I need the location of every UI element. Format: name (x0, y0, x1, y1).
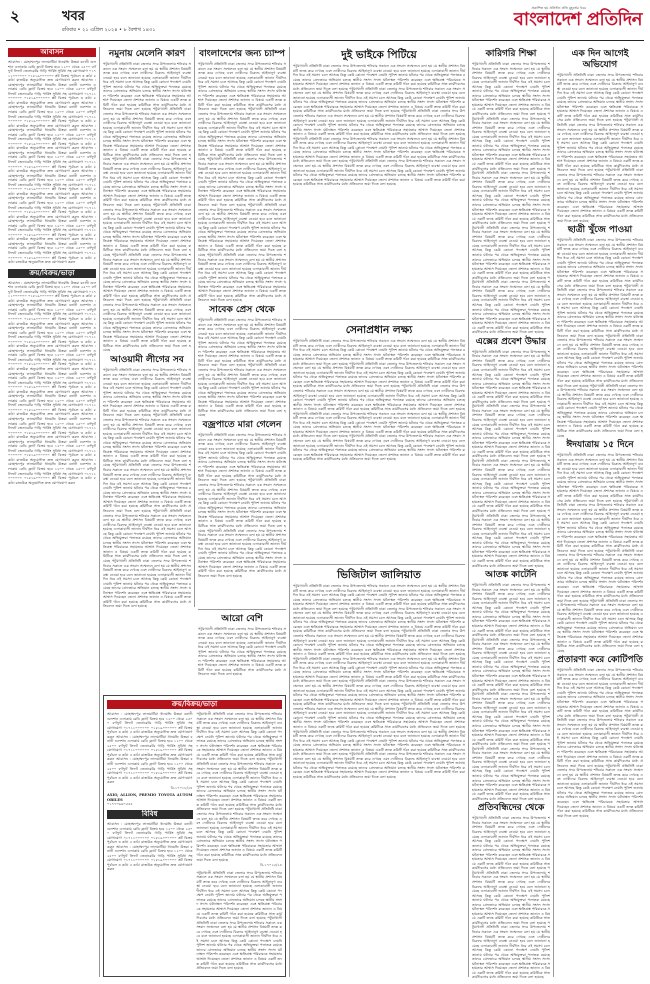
classified-ads-block-1: আবাসন : মোহাম্মদপুর লালমাটিয়া ধানমন্ডি উত্তরা বনানী গুলশান এলাকায় রেডি ফ্ল্যাট বিক্রয় হবে ১২০০ থেকে ২৫০০ বর্গফুট লিফট জেনারেটর গাড়ি পার্কিং সুবিধা সহ যোগাযোগ ০১৭১১০০০০০০ ০১৮১৯০০০০০০ প্লট বিক্রয় পূর্বাচল ৩ কাঠা ৫ কাঠা রাজউক অনুমোদিত দ্রুত যোগাযোগ করুন আবাসন : মোহাম্মদপুর লালমাটিয়া ধানমন্ডি উত্তরা বনানী গুলশান এলাকায় রেডি ফ্ল্যাট বিক্রয় হবে ১২০০ থেকে ২৫০০ বর্গফুট লিফট জেনারেটর গাড়ি পার্কিং সুবিধা সহ যোগাযোগ ০১৭১১০০০০০০ ০১৮১৯০০০০০০ প্লট বিক্রয় পূর্বাচল ৩ কাঠা ৫ কাঠা রাজউক অনুমোদিত দ্রুত যোগাযোগ করুন আবাসন : মোহাম্মদপুর লালমাটিয়া ধানমন্ডি উত্তরা বনানী গুলশান এলাকায় রেডি ফ্ল্যাট বিক্রয় হবে ১২০০ থেকে ২৫০০ বর্গফুট লিফট জেনারেটর গাড়ি পার্কিং সুবিধা সহ যোগাযোগ ০১৭১১০০০০০০ ০১৮১৯০০০০০০ প্লট বিক্রয় পূর্বাচল ৩ কাঠা ৫ কাঠা রাজউক অনুমোদিত দ্রুত যোগাযোগ করুন আবাসন : মোহাম্মদপুর লালমাটিয়া ধানমন্ডি উত্তরা বনানী গুলশান এলাকায় রেডি ফ্ল্যাট বিক্রয় হবে ১২০০ থেকে ২৫০০ বর্গফুট লিফট জেনারেটর গাড়ি পার্কিং সুবিধা সহ যোগাযোগ ০১৭১১০০০০০০ ০১৮১৯০০০০০০ প্লট বিক্রয় পূর্বাচল ৩ কাঠা ৫ কাঠা রাজউক অনুমোদিত দ্রুত যোগাযোগ করুন আবাসন : মোহাম্মদপুর লালমাটিয়া ধানমন্ডি উত্তরা বনানী গুলশান এলাকায় রেডি ফ্ল্যাট বিক্রয় হবে ১২০০ থেকে ২৫০০ বর্গফুট লিফট জেনারেটর গাড়ি পার্কিং সুবিধা সহ যোগাযোগ ০১৭১১০০০০০০ ০১৮১৯০০০০০০ প্লট বিক্রয় পূর্বাচল ৩ কাঠা ৫ কাঠা রাজউক অনুমোদিত দ্রুত যোগাযোগ করুন আবাসন : মোহাম্মদপুর লালমাটিয়া ধানমন্ডি উত্তরা বনানী গুলশান এলাকায় রেডি ফ্ল্যাট বিক্রয় হবে ১২০০ থেকে ২৫০০ বর্গফুট লিফট জেনারেটর গাড়ি পার্কিং সুবিধা সহ যোগাযোগ ০১৭১১০০০০০০ ০১৮১৯০০০০০০ প্লট বিক্রয় পূর্বাচল ৩ কাঠা ৫ কাঠা রাজউক অনুমোদিত দ্রুত যোগাযোগ করুন আবাসন : মোহাম্মদপুর লালমাটিয়া ধানমন্ডি উত্তরা বনানী গুলশান এলাকায় রেডি ফ্ল্যাট বিক্রয় হবে ১২০০ থেকে ২৫০০ বর্গফুট লিফট জেনারেটর গাড়ি পার্কিং সুবিধা সহ যোগাযোগ ০১৭১১০০০০০০ ০১৮১৯০০০০০০ প্লট বিক্রয় পূর্বাচল ৩ কাঠা ৫ কাঠা রাজউক অনুমোদিত দ্রুত যোগাযোগ করুন আবাসন : মোহাম্মদপুর লালমাটিয়া ধানমন্ডি উত্তরা বনানী গুলশান এলাকায় রেডি ফ্ল্যাট বিক্রয় হবে ১২০০ থেকে ২৫০০ বর্গফুট লিফট জেনারেটর গাড়ি পার্কিং সুবিধা সহ যোগাযোগ ০১৭১১০০০০০০ ০১৮১৯০০০০০০ প্লট বিক্রয় পূর্বাচল ৩ কাঠা ৫ কাঠা রাজউক অনুমোদিত দ্রুত যোগাযোগ করুন আবাসন : মোহাম্মদপুর লালমাটিয়া ধানমন্ডি উত্তরা বনানী গুলশান এলাকায় রেডি ফ্ল্যাট বিক্রয় হবে ১২০০ থেকে ২৫০০ বর্গফুট লিফট জেনারেটর গাড়ি পার্কিং সুবিধা সহ যোগাযোগ ০১৭১১০০০০০০ ০১৮১৯০০০০০০ প্লট বিক্রয় পূর্বাচল ৩ কাঠা ৫ কাঠা রাজউক অনুমোদিত দ্রুত যোগাযোগ করুন (8, 60, 96, 265)
headline-16: প্রতিবন্ধিদের থেকে (477, 803, 545, 814)
classifieds-title: আবাসন (8, 48, 96, 57)
article-body: পটুয়াখালী প্রতিনিধি ঢাকা জেলার সদর উপজেলায় শনিবার সকালে এক সংবাদ সম্মেলনে বলা হয় যে স্থানীয় প্রশাসন বিষয়টি তদন্ত করে দেখছে এবং দোষীদের বিরুদ্ধে আইনানুগ ব্যবস্থা নেওয়া হবে বলে জানানো হয়েছে এলাকাবাসী জানান দীর্ঘদিন ধরে এই সমস্যা চলে আসছে কিন্তু কেউ কোনো পদক্ষেপ নেয়নি পুলিশ জানায় ঘটনার পর থেকে অভিযুক্তরা পলাতক রয়েছে তাদের গ্রেফতারে অভিযান চলছে স্থানীয় সংসদ সদস্য ঘটনাস্থল পরিদর্শন করেছেন এবং ক্ষতিগ্রস্ত পরিবারকে সহায়তার আশ্বাস দিয়েছেন জেলা প্রশাসক জানান এ বিষয়ে একটি তদন্ত কমিটি গঠন করা হয়েছে কমিটিকে সাত কার্যদিবসের মধ্যে প্রতিবেদন জমা দিতে বলা হয়েছে পটুয়াখালী প্রতিনিধি ঢাকা জেলার সদর উপজেলায় শনিবার সকালে এক সংবাদ সম্মেলনে বলা হয় যে স্থানীয় প্রশাসন বিষয়টি তদন্ত করে দেখছে এবং দোষীদের বিরুদ্ধে আইনানুগ ব্যবস্থা নেওয়া হবে বলে জানানো হয়েছে এলাকাবাসী জানান দীর্ঘদিন ধরে এই সমস্যা চলে আসছে কিন্তু কেউ কোনো পদক্ষেপ নেয়নি পুলিশ জানায় ঘটনার পর থেকে অভিযুক্তরা পলাতক রয়েছে তাদের গ্রেফতারে অভিযান চলছে স্থানীয় সংসদ সদস্য ঘটনাস্থল পরিদর্শন করেছেন এবং ক্ষতিগ্রস্ত পরিবারকে সহায়তার আশ্বাস দিয়েছেন জেলা প্রশাসক জানান এ বিষয়ে একটি তদন্ত কমিটি গঠন করা হয়েছে কমিটিকে সাত কার্যদিবসের মধ্যে প্রতিবেদন জমা দিতে বলা হয়েছে পটুয়াখালী প্রতিনিধি ঢাকা জেলার সদর উপজেলায় শনিবার সকালে এক সংবাদ সম্মেলনে বলা হয় যে স্থানীয় প্রশাসন বিষয়টি তদন্ত করে দেখছে এবং দোষীদের বিরুদ্ধে আইনানুগ ব্যবস্থা নেওয়া হবে বলে জানানো হয়েছে এলাকাবাসী জানান দীর্ঘদিন ধরে এই সমস্যা চলে আসছে কিন্তু কেউ কোনো পদক্ষেপ নেয়নি পুলিশ জানায় ঘটনার পর থেকে অভিযুক্তরা পলাতক রয়েছে তাদের গ্রেফতারে অভিযান চলছে স্থানীয় সংসদ সদস্য ঘটনাস্থল পরিদর্শন করেছেন এবং ক্ষতিগ্রস্ত পরিবারকে সহায়তার আশ্বাস দিয়েছেন জেলা প্রশাসক জানান এ বিষয়ে একটি তদন্ত কমিটি গঠন করা হয়েছে কমিটিকে সাত কার্যদিবসের মধ্যে প্রতিবেদন জমা দিতে বলা হয়েছে (198, 433, 286, 578)
article-body: পটুয়াখালী প্রতিনিধি ঢাকা জেলার সদর উপজেলায় শনিবার সকালে এক সংবাদ সম্মেলনে বলা হয় যে স্থানীয় প্রশাসন বিষয়টি তদন্ত করে দেখছে এবং দোষীদের বিরুদ্ধে আইনানুগ ব্যবস্থা নেওয়া হবে বলে জানানো হয়েছে এলাকাবাসী জানান দীর্ঘদিন ধরে এই সমস্যা চলে আসছে কিন্তু কেউ কোনো পদক্ষেপ নেয়নি পুলিশ জানায় ঘটনার পর থেকে অভিযুক্তরা পলাতক রয়েছে তাদের গ্রেফতারে অভিযান চলছে স্থানীয় সংসদ সদস্য ঘটনাস্থল পরিদর্শন করেছেন এবং ক্ষতিগ্রস্ত পরিবারকে সহায়তার আশ্বাস দিয়েছেন জেলা প্রশাসক জানান এ বিষয়ে একটি তদন্ত কমিটি গঠন করা হয়েছে কমিটিকে সাত কার্যদিবসের মধ্যে প্রতিবেদন জমা দিতে বলা হয়েছে পটুয়াখালী প্রতিনিধি ঢাকা জেলার সদর উপজেলায় শনিবার সকালে এক সংবাদ সম্মেলনে বলা হয় যে স্থানীয় প্রশাসন বিষয়টি তদন্ত করে দেখছে এবং দোষীদের বিরুদ্ধে আইনানুগ ব্যবস্থা নেওয়া হবে বলে জানানো হয়েছে এলাকাবাসী জানান দীর্ঘদিন ধরে এই সমস্যা চলে আসছে কিন্তু কেউ কোনো পদক্ষেপ নেয়নি পুলিশ জানায় ঘটনার পর থেকে অভিযুক্তরা পলাতক রয়েছে তাদের গ্রেফতারে অভিযান চলছে স্থানীয় সংসদ সদস্য ঘটনাস্থল পরিদর্শন করেছেন এবং ক্ষতিগ্রস্ত পরিবারকে সহায়তার আশ্বাস দিয়েছেন জেলা প্রশাসক জানান এ বিষয়ে একটি তদন্ত কমিটি গঠন করা হয়েছে কমিটিকে সাত কার্যদিবসের মধ্যে প্রতিবেদন জমা দিতে বলা হয়েছে (198, 317, 286, 418)
headline-10: সেনাপ্রধান লক্ষ্য (345, 324, 413, 336)
article-body: পটুয়াখালী প্রতিনিধি ঢাকা জেলার সদর উপজেলায় শনিবার সকালে এক সংবাদ সম্মেলনে বলা হয় যে স্থানীয় প্রশাসন বিষয়টি তদন্ত করে দেখছে এবং দোষীদের বিরুদ্ধে আইনানুগ ব্যবস্থা নেওয়া হবে বলে জানানো হয়েছে এলাকাবাসী জানান দীর্ঘদিন ধরে এই সমস্যা চলে আসছে কিন্তু কেউ কোনো পদক্ষেপ নেয়নি পুলিশ জানায় ঘটনার পর থেকে অভিযুক্তরা পলাতক রয়েছে তাদের গ্রেফতারে অভিযান চলছে স্থানীয় সংসদ সদস্য ঘটনাস্থল পরিদর্শন করেছেন এবং ক্ষতিগ্রস্ত পরিবারকে সহায়তার আশ্বাস দিয়েছেন জেলা প্রশাসক জানান এ বিষয়ে একটি তদন্ত কমিটি গঠন করা হয়েছে কমিটিকে সাত কার্যদিবসের মধ্যে প্রতিবেদন জমা দিতে বলা হয়েছে পটুয়াখালী প্রতিনিধি ঢাকা জেলার সদর উপজেলায় শনিবার সকালে এক সংবাদ সম্মেলনে বলা হয় যে স্থানীয় প্রশাসন বিষয়টি তদন্ত করে দেখছে এবং দোষীদের বিরুদ্ধে আইনানুগ ব্যবস্থা নেওয়া হবে বলে জানানো হয়েছে এলাকাবাসী জানান দীর্ঘদিন ধরে এই সমস্যা চলে আসছে কিন্তু কেউ কোনো পদক্ষেপ নেয়নি পুলিশ জানায় ঘটনার পর থেকে অভিযুক্তরা পলাতক রয়েছে তাদের গ্রেফতারে অভিযান চলছে স্থানীয় সংসদ সদস্য ঘটনাস্থল পরিদর্শন করেছেন এবং ক্ষতিগ্রস্ত পরিবারকে সহায়তার আশ্বাস দিয়েছেন জেলা প্রশাসক জানান এ বিষয়ে একটি তদন্ত কমিটি গঠন করা হয়েছে কমিটিকে সাত কার্যদিবসের মধ্যে প্রতিবেদন জমা দিতে বলা হয়েছে পটুয়াখালী প্রতিনিধি ঢাকা জেলার সদর উপজেলায় শনিবার সকালে এক সংবাদ সম্মেলনে বলা হয় যে স্থানীয় প্রশাসন বিষয়টি তদন্ত করে দেখছে এবং দোষীদের বিরুদ্ধে আইনানুগ ব্যবস্থা নেওয়া হবে বলে জানানো হয়েছে এলাকাবাসী জানান দীর্ঘদিন ধরে এই সমস্যা চলে আসছে কিন্তু কেউ কোনো পদক্ষেপ নেয়নি পুলিশ জানায় ঘটনার পর থেকে অভিযুক্তরা পলাতক রয়েছে তাদের গ্রেফতারে অভিযান চলছে স্থানীয় সংসদ সদস্য ঘটনাস্থল পরিদর্শন করেছেন এবং ক্ষতিগ্রস্ত পরিবারকে সহায়তার আশ্বাস দিয়েছেন জেলা প্রশাসক জানান এ বিষয়ে একটি তদন্ত কমিটি গঠন করা হয়েছে কমিটিকে সাত কার্যদিবসের মধ্যে প্রতিবেদন জমা দিতে বলা হয়েছে পটুয়াখালী প্রতিনিধি ঢাকা জেলার সদর উপজেলায় শনিবার সকালে এক সংবাদ সম্মেলনে বলা হয় যে স্থানীয় প্রশাসন বিষয়টি তদন্ত করে দেখছে এবং দোষীদের বিরুদ্ধে আইনানুগ ব্যবস্থা নেওয়া হবে বলে জানানো হয়েছে এলাকাবাসী জানান দীর্ঘদিন ধরে এই সমস্যা চলে আসছে কিন্তু কেউ কোনো পদক্ষেপ নেয়নি পুলিশ জানায় ঘটনার পর থেকে অভিযুক্তরা পলাতক রয়েছে তাদের গ্রেফতারে অভিযান চলছে স্থানীয় সংসদ সদস্য ঘটনাস্থল পরিদর্শন করেছেন এবং ক্ষতিগ্রস্ত পরিবারকে সহায়তার আশ্বাস দিয়েছেন জেলা প্রশাসক জানান এ বিষয়ে একটি তদন্ত কমিটি গঠন করা হয়েছে কমিটিকে সাত কার্যদিবসের মধ্যে প্রতিবেদন জমা দিতে বলা হয়েছে (472, 583, 550, 801)
headline-17: প্রতারণা করে কোটিপতি (557, 655, 643, 666)
phone-number: ০১৭৭০৬৬০৫৫৫ (107, 802, 133, 807)
article-body: পটুয়াখালী প্রতিনিধি ঢাকা জেলার সদর উপজেলায় শনিবার সকালে এক সংবাদ সম্মেলনে বলা হয় যে স্থানীয় প্রশাসন বিষয়টি তদন্ত করে দেখছে এবং দোষীদের বিরুদ্ধে আইনানুগ ব্যবস্থা নেওয়া হবে বলে জানানো হয়েছে এলাকাবাসী জানান দীর্ঘদিন ধরে এই সমস্যা চলে আসছে কিন্তু কেউ কোনো পদক্ষেপ নেয়নি পুলিশ জানায় ঘটনার পর থেকে অভিযুক্তরা পলাতক রয়েছে তাদের গ্রেফতারে অভিযান চলছে স্থানীয় সংসদ সদস্য ঘটনাস্থল পরিদর্শন করেছেন এবং ক্ষতিগ্রস্ত পরিবারকে সহায়তার আশ্বাস দিয়েছেন জেলা প্রশাসক জানান এ বিষয়ে একটি তদন্ত কমিটি গঠন করা হয়েছে কমিটিকে সাত কার্যদিবসের মধ্যে প্রতিবেদন জমা দিতে বলা হয়েছে পটুয়াখালী প্রতিনিধি ঢাকা জেলার সদর উপজেলায় শনিবার সকালে এক সংবাদ সম্মেলনে বলা হয় যে স্থানীয় প্রশাসন বিষয়টি তদন্ত করে দেখছে এবং দোষীদের বিরুদ্ধে আইনানুগ ব্যবস্থা নেওয়া হবে বলে জানানো হয়েছে এলাকাবাসী জানান দীর্ঘদিন ধরে এই সমস্যা চলে আসছে কিন্তু কেউ কোনো পদক্ষেপ নেয়নি পুলিশ জানায় ঘটনার পর থেকে অভিযুক্তরা পলাতক রয়েছে তাদের গ্রেফতারে অভিযান চলছে স্থানীয় সংসদ সদস্য ঘটনাস্থল পরিদর্শন করেছেন এবং ক্ষতিগ্রস্ত পরিবারকে সহায়তার আশ্বাস দিয়েছেন জেলা প্রশাসক জানান এ বিষয়ে একটি তদন্ত কমিটি গঠন করা হয়েছে কমিটিকে সাত কার্যদিবসের মধ্যে প্রতিবেদন জমা দিতে বলা হয়েছে পটুয়াখালী প্রতিনিধি ঢাকা জেলার সদর উপজেলায় শনিবার সকালে এক সংবাদ সম্মেলনে বলা হয় যে স্থানীয় প্রশাসন বিষয়টি তদন্ত করে দেখছে এবং দোষীদের বিরুদ্ধে আইনানুগ ব্যবস্থা নেওয়া হবে বলে জানানো হয়েছে এলাকাবাসী জানান দীর্ঘদিন ধরে এই সমস্যা চলে আসছে কিন্তু কেউ কোনো পদক্ষেপ নেয়নি পুলিশ জানায় ঘটনার পর থেকে অভিযুক্তরা পলাতক রয়েছে তাদের গ্রেফতারে অভিযান চলছে স্থানীয় সংসদ সদস্য ঘটনাস্থল পরিদর্শন করেছেন এবং ক্ষতিগ্রস্ত পরিবারকে সহায়তার আশ্বাস দিয়েছেন জেলা প্রশাসক জানান এ বিষয়ে একটি তদন্ত কমিটি গঠন করা হয়েছে কমিটিকে সাত কার্যদিবসের মধ্যে প্রতিবেদন জমা দিতে বলা হয়েছে পটুয়াখালী প্রতিনিধি ঢাকা জেলার সদর উপজেলায় শনিবার সকালে এক সংবাদ সম্মেলনে বলা হয় যে স্থানীয় প্রশাসন বিষয়টি তদন্ত করে দেখছে এবং দোষীদের বিরুদ্ধে আইনানুগ ব্যবস্থা নেওয়া হবে বলে জানানো হয়েছে এলাকাবাসী জানান দীর্ঘদিন ধরে এই সমস্যা চলে আসছে কিন্তু কেউ কোনো পদক্ষেপ নেয়নি পুলিশ জানায় ঘটনার পর থেকে অভিযুক্তরা পলাতক রয়েছে তাদের গ্রেফতারে অভিযান চলছে স্থানীয় সংসদ সদস্য ঘটনাস্থল পরিদর্শন করেছেন এবং ক্ষতিগ্রস্ত পরিবারকে সহায়তার আশ্বাস দিয়েছেন জেলা প্রশাসক জানান এ বিষয়ে একটি তদন্ত কমিটি গঠন করা হয়েছে কমিটিকে সাত কার্যদিবসের মধ্যে প্রতিবেদন জমা দিতে বলা হয়েছে (557, 238, 643, 438)
article-body: পটুয়াখালী প্রতিনিধি ঢাকা জেলার সদর উপজেলায় শনিবার সকালে এক সংবাদ সম্মেলনে বলা হয় যে স্থানীয় প্রশাসন বিষয়টি তদন্ত করে দেখছে এবং দোষীদের বিরুদ্ধে আইনানুগ ব্যবস্থা নেওয়া হবে বলে জানানো হয়েছে এলাকাবাসী জানান দীর্ঘদিন ধরে এই সমস্যা চলে আসছে কিন্তু কেউ কোনো পদক্ষেপ নেয়নি পুলিশ জানায় ঘটনার পর থেকে অভিযুক্তরা পলাতক রয়েছে তাদের গ্রেফতারে অভিযান চলছে স্থানীয় সংসদ সদস্য ঘটনাস্থল পরিদর্শন করেছেন এবং ক্ষতিগ্রস্ত পরিবারকে সহায়তার আশ্বাস দিয়েছেন জেলা প্রশাসক জানান এ বিষয়ে একটি তদন্ত কমিটি গঠন করা হয়েছে কমিটিকে সাত কার্যদিবসের মধ্যে প্রতিবেদন জমা দিতে বলা হয়েছে পটুয়াখালী প্রতিনিধি ঢাকা জেলার সদর উপজেলায় শনিবার সকালে এক সংবাদ সম্মেলনে বলা হয় যে স্থানীয় প্রশাসন বিষয়টি তদন্ত করে দেখছে এবং দোষীদের বিরুদ্ধে আইনানুগ ব্যবস্থা নেওয়া হবে বলে জানানো হয়েছে এলাকাবাসী জানান দীর্ঘদিন ধরে এই সমস্যা চলে আসছে কিন্তু কেউ কোনো পদক্ষেপ নেয়নি পুলিশ জানায় ঘটনার পর থেকে অভিযুক্তরা পলাতক রয়েছে তাদের গ্রেফতারে অভিযান চলছে স্থানীয় সংসদ সদস্য ঘটনাস্থল পরিদর্শন করেছেন এবং ক্ষতিগ্রস্ত পরিবারকে সহায়তার আশ্বাস দিয়েছেন জেলা প্রশাসক জানান এ বিষয়ে একটি তদন্ত কমিটি গঠন করা হয়েছে কমিটিকে সাত কার্যদিবসের মধ্যে প্রতিবেদন জমা দিতে বলা হয়েছে পটুয়াখালী প্রতিনিধি ঢাকা জেলার সদর উপজেলায় শনিবার সকালে এক সংবাদ সম্মেলনে বলা হয় যে স্থানীয় প্রশাসন বিষয়টি তদন্ত করে দেখছে এবং দোষীদের বিরুদ্ধে আইনানুগ ব্যবস্থা নেওয়া হবে বলে জানানো হয়েছে এলাকাবাসী জানান দীর্ঘদিন ধরে এই সমস্যা চলে আসছে কিন্তু কেউ কোনো পদক্ষেপ নেয়নি পুলিশ জানায় ঘটনার পর থেকে অভিযুক্তরা পলাতক রয়েছে তাদের গ্রেফতারে অভিযান চলছে স্থানীয় সংসদ সদস্য ঘটনাস্থল পরিদর্শন করেছেন এবং ক্ষতিগ্রস্ত পরিবারকে সহায়তার আশ্বাস দিয়েছেন জেলা প্রশাসক জানান এ বিষয়ে একটি তদন্ত কমিটি গঠন করা হয়েছে কমিটিকে সাত কার্যদিবসের মধ্যে প্রতিবেদন জমা দিতে বলা হয়েছে পটুয়াখালী প্রতিনিধি ঢাকা জেলার সদর উপজেলায় শনিবার সকালে এক সংবাদ সম্মেলনে বলা হয় যে স্থানীয় প্রশাসন বিষয়টি তদন্ত করে দেখছে এবং দোষীদের বিরুদ্ধে আইনানুগ ব্যবস্থা নেওয়া হবে বলে জানানো হয়েছে এলাকাবাসী জানান দীর্ঘদিন ধরে এই সমস্যা চলে আসছে কিন্তু কেউ কোনো পদক্ষেপ নেয়নি পুলিশ জানায় ঘটনার পর থেকে অভিযুক্তরা পলাতক রয়েছে তাদের গ্রেফতারে অভিযান চলছে স্থানীয় সংসদ সদস্য ঘটনাস্থল পরিদর্শন করেছেন এবং ক্ষতিগ্রস্ত পরিবারকে সহায়তার আশ্বাস দিয়েছেন জেলা প্রশাসক জানান এ বিষয়ে একটি তদন্ত কমিটি গঠন করা হয়েছে কমিটিকে সাত কার্যদিবসের মধ্যে প্রতিবেদন জমা দিতে বলা হয়েছে পটুয়াখালী প্রতিনিধি ঢাকা জেলার সদর উপজেলায় শনিবার সকালে এক সংবাদ সম্মেলনে বলা হয় যে স্থানীয় প্রশাসন বিষয়টি তদন্ত করে দেখছে এবং দোষীদের বিরুদ্ধে আইনানুগ ব্যবস্থা নেওয়া হবে বলে জানানো হয়েছে এলাকাবাসী জানান দীর্ঘদিন ধরে এই সমস্যা চলে আসছে কিন্তু কেউ কোনো পদক্ষেপ নেয়নি পুলিশ জানায় ঘটনার পর থেকে অভিযুক্তরা পলাতক রয়েছে তাদের গ্রেফতারে অভিযান চলছে স্থানীয় সংসদ সদস্য ঘটনাস্থল পরিদর্শন করেছেন এবং ক্ষতিগ্রস্ত পরিবারকে সহায়তার আশ্বাস দিয়েছেন জেলা প্রশাসক জানান এ বিষয়ে একটি তদন্ত কমিটি গঠন করা হয়েছে কমিটিকে সাত কার্যদিবসের মধ্যে প্রতিবেদন জমা দিতে বলা হয়েছে (472, 62, 550, 335)
misc-title: বিবিধ (107, 810, 193, 819)
headline-7: সাবেক প্রেস থেকে (209, 304, 275, 315)
classified-ad-box (103, 695, 286, 977)
headline-5: এক দিন আগেই অভিযোগ (571, 49, 629, 70)
classified-ads-block-2: আবাসন : মোহাম্মদপুর লালমাটিয়া ধানমন্ডি উত্তরা বনানী গুলশান এলাকায় রেডি ফ্ল্যাট বিক্রয় হবে ১২০০ থেকে ২৫০০ বর্গফুট লিফট জেনারেটর গাড়ি পার্কিং সুবিধা সহ যোগাযোগ ০১৭১১০০০০০০ ০১৮১৯০০০০০০ প্লট বিক্রয় পূর্বাচল ৩ কাঠা ৫ কাঠা রাজউক অনুমোদিত দ্রুত যোগাযোগ করুন আবাসন : মোহাম্মদপুর লালমাটিয়া ধানমন্ডি উত্তরা বনানী গুলশান এলাকায় রেডি ফ্ল্যাট বিক্রয় হবে ১২০০ থেকে ২৫০০ বর্গফুট লিফট জেনারেটর গাড়ি পার্কিং সুবিধা সহ যোগাযোগ ০১৭১১০০০০০০ ০১৮১৯০০০০০০ প্লট বিক্রয় পূর্বাচল ৩ কাঠা ৫ কাঠা রাজউক অনুমোদিত দ্রুত যোগাযোগ করুন আবাসন : মোহাম্মদপুর লালমাটিয়া ধানমন্ডি উত্তরা বনানী গুলশান এলাকায় রেডি ফ্ল্যাট বিক্রয় হবে ১২০০ থেকে ২৫০০ বর্গফুট লিফট জেনারেটর গাড়ি পার্কিং সুবিধা সহ যোগাযোগ ০১৭১১০০০০০০ ০১৮১৯০০০০০০ প্লট বিক্রয় পূর্বাচল ৩ কাঠা ৫ কাঠা রাজউক অনুমোদিত দ্রুত যোগাযোগ করুন আবাসন : মোহাম্মদপুর লালমাটিয়া ধানমন্ডি উত্তরা বনানী গুলশান এলাকায় রেডি ফ্ল্যাট বিক্রয় হবে ১২০০ থেকে ২৫০০ বর্গফুট লিফট জেনারেটর গাড়ি পার্কিং সুবিধা সহ যোগাযোগ ০১৭১১০০০০০০ ০১৮১৯০০০০০০ প্লট বিক্রয় পূর্বাচল ৩ কাঠা ৫ কাঠা রাজউক অনুমোদিত দ্রুত যোগাযোগ করুন আবাসন : মোহাম্মদপুর লালমাটিয়া ধানমন্ডি উত্তরা বনানী গুলশান এলাকায় রেডি ফ্ল্যাট বিক্রয় হবে ১২০০ থেকে ২৫০০ বর্গফুট লিফট জেনারেটর গাড়ি পার্কিং সুবিধা সহ যোগাযোগ ০১৭১১০০০০০০ ০১৮১৯০০০০০০ প্লট বিক্রয় পূর্বাচল ৩ কাঠা ৫ কাঠা রাজউক অনুমোদিত দ্রুত যোগাযোগ করুন আবাসন : মোহাম্মদপুর লালমাটিয়া ধানমন্ডি উত্তরা বনানী গুলশান এলাকায় রেডি ফ্ল্যাট বিক্রয় হবে ১২০০ থেকে ২৫০০ বর্গফুট লিফট জেনারেটর গাড়ি পার্কিং সুবিধা সহ যোগাযোগ ০১৭১১০০০০০০ ০১৮১৯০০০০০০ প্লট বিক্রয় পূর্বাচল ৩ কাঠা ৫ কাঠা রাজউক অনুমোদিত দ্রুত যোগাযোগ করুন আবাসন : মোহাম্মদপুর লালমাটিয়া ধানমন্ডি উত্তরা বনানী গুলশান এলাকায় রেডি ফ্ল্যাট বিক্রয় হবে ১২০০ থেকে ২৫০০ বর্গফুট লিফট জেনারেটর গাড়ি পার্কিং সুবিধা সহ যোগাযোগ ০১৭১১০০০০০০ ০১৮১৯০০০০০০ প্লট বিক্রয় পূর্বাচল ৩ কাঠা ৫ কাঠা রাজউক অনুমোদিত দ্রুত যোগাযোগ করুন আবাসন : মোহাম্মদপুর লালমাটিয়া ধানমন্ডি উত্তরা বনানী গুলশান এলাকায় রেডি ফ্ল্যাট বিক্রয় হবে ১২০০ থেকে ২৫০০ বর্গফুট লিফট জেনারেটর গাড়ি পার্কিং সুবিধা সহ যোগাযোগ ০১৭১১০০০০০০ ০১৮১৯০০০০০০ প্লট বিক্রয় পূর্বাচল ৩ কাঠা ৫ কাঠা রাজউক অনুমোদিত দ্রুত যোগাযোগ করুন আবাসন : মোহাম্মদপুর লালমাটিয়া ধানমন্ডি উত্তরা বনানী গুলশান এলাকায় রেডি ফ্ল্যাট বিক্রয় হবে ১২০০ থেকে ২৫০০ বর্গফুট লিফট জেনারেটর গাড়ি পার্কিং সুবিধা সহ যোগাযোগ ০১৭১১০০০০০০ ০১৮১৯০০০০০০ প্লট বিক্রয় পূর্বাচল ৩ কাঠা ৫ কাঠা রাজউক অনুমোদিত দ্রুত যোগাযোগ করুন (8, 280, 96, 485)
headline-9: আওয়ামী লীগের সব (110, 355, 184, 365)
article-body: পটুয়াখালী প্রতিনিধি ঢাকা জেলার সদর উপজেলায় শনিবার সকালে এক সংবাদ সম্মেলনে বলা হয় যে স্থানীয় প্রশাসন বিষয়টি তদন্ত করে দেখছে এবং দোষীদের বিরুদ্ধে আইনানুগ ব্যবস্থা নেওয়া হবে বলে জানানো হয়েছে এলাকাবাসী জানান দীর্ঘদিন ধরে এই সমস্যা চলে আসছে কিন্তু কেউ কোনো পদক্ষেপ নেয়নি পুলিশ জানায় ঘটনার পর থেকে অভিযুক্তরা পলাতক রয়েছে তাদের গ্রেফতারে অভিযান চলছে স্থানীয় সংসদ সদস্য ঘটনাস্থল পরিদর্শন করেছেন এবং ক্ষতিগ্রস্ত পরিবারকে সহায়তার আশ্বাস দিয়েছেন জেলা প্রশাসক জানান এ বিষয়ে একটি তদন্ত কমিটি গঠন করা হয়েছে কমিটিকে সাত কার্যদিবসের মধ্যে প্রতিবেদন জমা দিতে বলা হয়েছে পটুয়াখালী প্রতিনিধি ঢাকা জেলার সদর উপজেলায় শনিবার সকালে এক সংবাদ সম্মেলনে বলা হয় যে স্থানীয় প্রশাসন বিষয়টি তদন্ত করে দেখছে এবং দোষীদের বিরুদ্ধে আইনানুগ ব্যবস্থা নেওয়া হবে বলে জানানো হয়েছে এলাকাবাসী জানান দীর্ঘদিন ধরে এই সমস্যা চলে আসছে কিন্তু কেউ কোনো পদক্ষেপ নেয়নি পুলিশ জানায় ঘটনার পর থেকে অভিযুক্তরা পলাতক রয়েছে তাদের গ্রেফতারে অভিযান চলছে স্থানীয় সংসদ সদস্য ঘটনাস্থল পরিদর্শন করেছেন এবং ক্ষতিগ্রস্ত পরিবারকে সহায়তার আশ্বাস দিয়েছেন জেলা প্রশাসক জানান এ বিষয়ে একটি তদন্ত কমিটি গঠন করা হয়েছে কমিটিকে সাত কার্যদিবসের মধ্যে প্রতিবেদন জমা দিতে বলা হয়েছে পটুয়াখালী প্রতিনিধি ঢাকা জেলার সদর উপজেলায় শনিবার সকালে এক সংবাদ সম্মেলনে বলা হয় যে স্থানীয় প্রশাসন বিষয়টি তদন্ত করে দেখছে এবং দোষীদের বিরুদ্ধে আইনানুগ ব্যবস্থা নেওয়া হবে বলে জানানো হয়েছে এলাকাবাসী জানান দীর্ঘদিন ধরে এই সমস্যা চলে আসছে কিন্তু কেউ কোনো পদক্ষেপ নেয়নি পুলিশ জানায় ঘটনার পর থেকে অভিযুক্তরা পলাতক রয়েছে তাদের গ্রেফতারে অভিযান চলছে স্থানীয় সংসদ সদস্য ঘটনাস্থল পরিদর্শন করেছেন এবং ক্ষতিগ্রস্ত পরিবারকে সহায়তার আশ্বাস দিয়েছেন জেলা প্রশাসক জানান এ বিষয়ে একটি তদন্ত কমিটি গঠন করা হয়েছে কমিটিকে সাত কার্যদিবসের মধ্যে প্রতিবেদন জমা দিতে বলা হয়েছে পটুয়াখালী প্রতিনিধি ঢাকা জেলার সদর উপজেলায় শনিবার সকালে এক সংবাদ সম্মেলনে বলা হয় যে স্থানীয় প্রশাসন বিষয়টি তদন্ত করে দেখছে এবং দোষীদের বিরুদ্ধে আইনানুগ ব্যবস্থা নেওয়া হবে বলে জানানো হয়েছে এলাকাবাসী জানান দীর্ঘদিন ধরে এই সমস্যা চলে আসছে কিন্তু কেউ কোনো পদক্ষেপ নেয়নি পুলিশ জানায় ঘটনার পর থেকে অভিযুক্তরা পলাতক রয়েছে তাদের গ্রেফতারে অভিযান চলছে স্থানীয় সংসদ সদস্য ঘটনাস্থল পরিদর্শন করেছেন এবং ক্ষতিগ্রস্ত পরিবারকে সহায়তার আশ্বাস দিয়েছেন জেলা প্রশাসক জানান এ বিষয়ে একটি তদন্ত কমিটি গঠন করা হয়েছে কমিটিকে সাত কার্যদিবসের মধ্যে প্রতিবেদন জমা দিতে বলা হয়েছে পটুয়াখালী প্রতিনিধি ঢাকা জেলার সদর উপজেলায় শনিবার সকালে এক সংবাদ সম্মেলনে বলা হয় যে স্থানীয় প্রশাসন বিষয়টি তদন্ত করে দেখছে এবং দোষীদের বিরুদ্ধে আইনানুগ ব্যবস্থা নেওয়া হবে বলে জানানো হয়েছে এলাকাবাসী জানান দীর্ঘদিন ধরে এই সমস্যা চলে আসছে কিন্তু কেউ কোনো পদক্ষেপ নেয়নি পুলিশ জানায় ঘটনার পর থেকে অভিযুক্তরা পলাতক রয়েছে তাদের গ্রেফতারে অভিযান চলছে স্থানীয় সংসদ সদস্য ঘটনাস্থল পরিদর্শন করেছেন এবং ক্ষতিগ্রস্ত পরিবারকে সহায়তার আশ্বাস দিয়েছেন জেলা প্রশাসক জানান এ বিষয়ে একটি তদন্ত কমিটি গঠন করা হয়েছে কমিটিকে সাত কার্যদিবসের মধ্যে প্রতিবেদন জমা দিতে বলা হয়েছে (198, 62, 286, 303)
headline-12: আরো বেশি (221, 614, 263, 624)
headline-15: ঈদযাত্রায় ১৫ দিনে (566, 440, 634, 451)
headline-14: আতঙ্ক কাটেনি (485, 570, 537, 581)
section-divider (293, 564, 465, 565)
column-divider (289, 47, 290, 977)
classifieds-subtitle: ক্রয়/বিক্রয়/ভাড়া (8, 269, 96, 278)
tagline: প্রকাশিত হয় প্রতিদিন প্রতি মুহূর্তের খবর (531, 6, 586, 10)
page-number: ২ (10, 7, 20, 25)
story-block (293, 567, 465, 977)
classified-box-title: ক্রয়/বিক্রয়/ভাড়া (107, 700, 282, 709)
headline-1: নমুনায় মেলেনি কারণ (108, 49, 186, 59)
article-body: পটুয়াখালী প্রতিনিধি ঢাকা জেলার সদর উপজেলায় শনিবার সকালে এক সংবাদ সম্মেলনে বলা হয় যে স্থানীয় প্রশাসন বিষয়টি তদন্ত করে দেখছে এবং দোষীদের বিরুদ্ধে আইনানুগ ব্যবস্থা নেওয়া হবে বলে জানানো হয়েছে এলাকাবাসী জানান দীর্ঘদিন ধরে এই সমস্যা চলে আসছে কিন্তু কেউ কোনো পদক্ষেপ নেয়নি পুলিশ জানায় ঘটনার পর থেকে অভিযুক্তরা পলাতক রয়েছে তাদের গ্রেফতারে অভিযান চলছে স্থানীয় সংসদ সদস্য ঘটনাস্থল পরিদর্শন করেছেন এবং ক্ষতিগ্রস্ত পরিবারকে সহায়তার আশ্বাস দিয়েছেন জেলা প্রশাসক জানান এ বিষয়ে একটি তদন্ত কমিটি গঠন করা হয়েছে কমিটিকে সাত কার্যদিবসের মধ্যে প্রতিবেদন জমা দিতে বলা হয়েছে পটুয়াখালী প্রতিনিধি ঢাকা জেলার সদর উপজেলায় শনিবার সকালে এক সংবাদ সম্মেলনে বলা হয় যে স্থানীয় প্রশাসন বিষয়টি তদন্ত করে দেখছে এবং দোষীদের বিরুদ্ধে আইনানুগ ব্যবস্থা নেওয়া হবে বলে জানানো হয়েছে এলাকাবাসী জানান দীর্ঘদিন ধরে এই সমস্যা চলে আসছে কিন্তু কেউ কোনো পদক্ষেপ নেয়নি পুলিশ জানায় ঘটনার পর থেকে অভিযুক্তরা পলাতক রয়েছে তাদের গ্রেফতারে অভিযান চলছে স্থানীয় সংসদ সদস্য ঘটনাস্থল পরিদর্শন করেছেন এবং ক্ষতিগ্রস্ত পরিবারকে সহায়তার আশ্বাস দিয়েছেন জেলা প্রশাসক জানান এ বিষয়ে একটি তদন্ত কমিটি গঠন করা হয়েছে কমিটিকে সাত কার্যদিবসের মধ্যে প্রতিবেদন জমা দিতে বলা হয়েছে পটুয়াখালী প্রতিনিধি ঢাকা জেলার সদর উপজেলায় শনিবার সকালে এক সংবাদ সম্মেলনে বলা হয় যে স্থানীয় প্রশাসন বিষয়টি তদন্ত করে দেখছে এবং দোষীদের বিরুদ্ধে আইনানুগ ব্যবস্থা নেওয়া হবে বলে জানানো হয়েছে এলাকাবাসী জানান দীর্ঘদিন ধরে এই সমস্যা চলে আসছে কিন্তু কেউ কোনো পদক্ষেপ নেয়নি পুলিশ জানায় ঘটনার পর থেকে অভিযুক্তরা পলাতক রয়েছে তাদের গ্রেফতারে অভিযান চলছে স্থানীয় সংসদ সদস্য ঘটনাস্থল পরিদর্শন করেছেন এবং ক্ষতিগ্রস্ত পরিবারকে সহায়তার আশ্বাস দিয়েছেন জেলা প্রশাসক জানান এ বিষয়ে একটি তদন্ত কমিটি গঠন করা হয়েছে কমিটিকে সাত কার্যদিবসের মধ্যে প্রতিবেদন জমা দিতে বলা হয়েছে পটুয়াখালী প্রতিনিধি ঢাকা জেলার সদর উপজেলায় শনিবার সকালে এক সংবাদ সম্মেলনে বলা হয় যে স্থানীয় প্রশাসন বিষয়টি তদন্ত করে দেখছে এবং দোষীদের বিরুদ্ধে আইনানুগ ব্যবস্থা নেওয়া হবে বলে জানানো হয়েছে এলাকাবাসী জানান দীর্ঘদিন ধরে এই সমস্যা চলে আসছে কিন্তু কেউ কোনো পদক্ষেপ নেয়নি পুলিশ জানায় ঘটনার পর থেকে অভিযুক্তরা পলাতক রয়েছে তাদের গ্রেফতারে অভিযান চলছে স্থানীয় সংসদ সদস্য ঘটনাস্থল পরিদর্শন করেছেন এবং ক্ষতিগ্রস্ত পরিবারকে সহায়তার আশ্বাস দিয়েছেন জেলা প্রশাসক জানান এ বিষয়ে একটি তদন্ত কমিটি গঠন করা হয়েছে কমিটিকে সাত কার্যদিবসের মধ্যে প্রতিবেদন জমা দিতে বলা হয়েছে পটুয়াখালী প্রতিনিধি ঢাকা জেলার সদর উপজেলায় শনিবার সকালে এক সংবাদ সম্মেলনে বলা হয় যে স্থানীয় প্রশাসন বিষয়টি তদন্ত করে দেখছে এবং দোষীদের বিরুদ্ধে আইনানুগ ব্যবস্থা নেওয়া হবে বলে জানানো হয়েছে এলাকাবাসী জানান দীর্ঘদিন ধরে এই সমস্যা চলে আসছে কিন্তু কেউ কোনো পদক্ষেপ নেয়নি পুলিশ জানায় ঘটনার পর থেকে অভিযুক্তরা পলাতক রয়েছে তাদের গ্রেফতারে অভিযান চলছে স্থানীয় সংসদ সদস্য ঘটনাস্থল পরিদর্শন করেছেন এবং ক্ষতিগ্রস্ত পরিবারকে সহায়তার আশ্বাস দিয়েছেন জেলা প্রশাসক জানান এ বিষয়ে একটি তদন্ত কমিটি গঠন করা হয়েছে কমিটিকে সাত কার্যদিবসের মধ্যে প্রতিবেদন জমা দিতে বলা হয়েছে (293, 339, 465, 462)
article-body: পটুয়াখালী প্রতিনিধি ঢাকা জেলার সদর উপজেলায় শনিবার সকালে এক সংবাদ সম্মেলনে বলা হয় যে স্থানীয় প্রশাসন বিষয়টি তদন্ত করে দেখছে এবং দোষীদের বিরুদ্ধে আইনানুগ ব্যবস্থা নেওয়া হবে বলে জানানো হয়েছে এলাকাবাসী জানান দীর্ঘদিন ধরে এই সমস্যা চলে আসছে কিন্তু কেউ কোনো পদক্ষেপ নেয়নি পুলিশ জানায় ঘটনার পর থেকে অভিযুক্তরা পলাতক রয়েছে তাদের গ্রেফতারে অভিযান চলছে স্থানীয় সংসদ সদস্য ঘটনাস্থল পরিদর্শন করেছেন এবং ক্ষতিগ্রস্ত পরিবারকে সহায়তার আশ্বাস দিয়েছেন জেলা প্রশাসক জানান এ বিষয়ে একটি তদন্ত কমিটি গঠন করা হয়েছে কমিটিকে সাত কার্যদিবসের মধ্যে প্রতিবেদন জমা দিতে বলা হয়েছে পটুয়াখালী প্রতিনিধি ঢাকা জেলার সদর উপজেলায় শনিবার সকালে এক সংবাদ সম্মেলনে বলা হয় যে স্থানীয় প্রশাসন বিষয়টি তদন্ত করে দেখছে এবং দোষীদের বিরুদ্ধে আইনানুগ ব্যবস্থা নেওয়া হবে বলে জানানো হয়েছে এলাকাবাসী জানান দীর্ঘদিন ধরে এই সমস্যা চলে আসছে কিন্তু কেউ কোনো পদক্ষেপ নেয়নি পুলিশ জানায় ঘটনার পর থেকে অভিযুক্তরা পলাতক রয়েছে তাদের গ্রেফতারে অভিযান চলছে স্থানীয় সংসদ সদস্য ঘটনাস্থল পরিদর্শন করেছেন এবং ক্ষতিগ্রস্ত পরিবারকে সহায়তার আশ্বাস দিয়েছেন জেলা প্রশাসক জানান এ বিষয়ে একটি তদন্ত কমিটি গঠন করা হয়েছে কমিটিকে সাত কার্যদিবসের মধ্যে প্রতিবেদন জমা দিতে বলা হয়েছে পটুয়াখালী প্রতিনিধি ঢাকা জেলার সদর উপজেলায় শনিবার সকালে এক সংবাদ সম্মেলনে বলা হয় যে স্থানীয় প্রশাসন বিষয়টি তদন্ত করে দেখছে এবং দোষীদের বিরুদ্ধে আইনানুগ ব্যবস্থা নেওয়া হবে বলে জানানো হয়েছে এলাকাবাসী জানান দীর্ঘদিন ধরে এই সমস্যা চলে আসছে কিন্তু কেউ কোনো পদক্ষেপ নেয়নি পুলিশ জানায় ঘটনার পর থেকে অভিযুক্তরা পলাতক রয়েছে তাদের গ্রেফতারে অভিযান চলছে স্থানীয় সংসদ সদস্য ঘটনাস্থল পরিদর্শন করেছেন এবং ক্ষতিগ্রস্ত পরিবারকে সহায়তার আশ্বাস দিয়েছেন জেলা প্রশাসক জানান এ বিষয়ে একটি তদন্ত কমিটি গঠন করা হয়েছে কমিটিকে সাত কার্যদিবসের মধ্যে প্রতিবেদন জমা দিতে বলা হয়েছে পটুয়াখালী প্রতিনিধি ঢাকা জেলার সদর উপজেলায় শনিবার সকালে এক সংবাদ সম্মেলনে বলা হয় যে স্থানীয় প্রশাসন বিষয়টি তদন্ত করে দেখছে এবং দোষীদের বিরুদ্ধে আইনানুগ ব্যবস্থা নেওয়া হবে বলে জানানো হয়েছে এলাকাবাসী জানান দীর্ঘদিন ধরে এই সমস্যা চলে আসছে কিন্তু কেউ কোনো পদক্ষেপ নেয়নি পুলিশ জানায় ঘটনার পর থেকে অভিযুক্তরা পলাতক রয়েছে তাদের গ্রেফতারে অভিযান চলছে স্থানীয় সংসদ সদস্য ঘটনাস্থল পরিদর্শন করেছেন এবং ক্ষতিগ্রস্ত পরিবারকে সহায়তার আশ্বাস দিয়েছেন জেলা প্রশাসক জানান এ বিষয়ে একটি তদন্ত কমিটি গঠন করা হয়েছে কমিটিকে সাত কার্যদিবসের মধ্যে প্রতিবেদন জমা দিতে বলা হয়েছে পটুয়াখালী প্রতিনিধি ঢাকা জেলার সদর উপজেলায় শনিবার সকালে এক সংবাদ সম্মেলনে বলা হয় যে স্থানীয় প্রশাসন বিষয়টি তদন্ত করে দেখছে এবং দোষীদের বিরুদ্ধে আইনানুগ ব্যবস্থা নেওয়া হবে বলে জানানো হয়েছে এলাকাবাসী জানান দীর্ঘদিন ধরে এই সমস্যা চলে আসছে কিন্তু কেউ কোনো পদক্ষেপ নেয়নি পুলিশ জানায় ঘটনার পর থেকে অভিযুক্তরা পলাতক রয়েছে তাদের গ্রেফতারে অভিযান চলছে স্থানীয় সংসদ সদস্য ঘটনাস্থল পরিদর্শন করেছেন এবং ক্ষতিগ্রস্ত পরিবারকে সহায়তার আশ্বাস দিয়েছেন জেলা প্রশাসক জানান এ বিষয়ে একটি তদন্ত কমিটি গঠন করা হয়েছে কমিটিকে সাত কার্যদিবসের মধ্যে প্রতিবেদন জমা দিতে বলা হয়েছে পটুয়াখালী প্রতিনিধি ঢাকা জেলার সদর উপজেলায় শনিবার সকালে এক সংবাদ সম্মেলনে বলা হয় যে স্থানীয় প্রশাসন বিষয়টি তদন্ত করে দেখছে এবং দোষীদের বিরুদ্ধে আইনানুগ ব্যবস্থা নেওয়া হবে বলে জানানো হয়েছে এলাকাবাসী জানান দীর্ঘদিন ধরে এই সমস্যা চলে আসছে কিন্তু কেউ কোনো পদক্ষেপ নেয়নি পুলিশ জানায় ঘটনার পর থেকে অভিযুক্তরা পলাতক রয়েছে তাদের গ্রেফতারে অভিযান চলছে স্থানীয় সংসদ সদস্য ঘটনাস্থল পরিদর্শন করেছেন এবং ক্ষতিগ্রস্ত পরিবারকে সহায়তার আশ্বাস দিয়েছেন জেলা প্রশাসক জানান এ বিষয়ে একটি তদন্ত কমিটি গঠন করা হয়েছে কমিটিকে সাত কার্যদিবসের মধ্যে প্রতিবেদন জমা দিতে বলা হয়েছে পটুয়াখালী প্রতিনিধি ঢাকা জেলার সদর উপজেলায় শনিবার সকালে এক সংবাদ সম্মেলনে বলা হয় যে স্থানীয় প্রশাসন বিষয়টি তদন্ত করে দেখছে এবং দোষীদের বিরুদ্ধে আইনানুগ ব্যবস্থা নেওয়া হবে বলে জানানো হয়েছে এলাকাবাসী জানান দীর্ঘদিন ধরে এই সমস্যা চলে আসছে কিন্তু কেউ কোনো পদক্ষেপ নেয়নি পুলিশ জানায় ঘটনার পর থেকে অভিযুক্তরা পলাতক রয়েছে তাদের গ্রেফতারে অভিযান চলছে স্থানীয় সংসদ সদস্য ঘটনাস্থল পরিদর্শন করেছেন এবং ক্ষতিগ্রস্ত পরিবারকে সহায়তার আশ্বাস দিয়েছেন জেলা প্রশাসক জানান এ বিষয়ে একটি তদন্ত কমিটি গঠন করা হয়েছে কমিটিকে সাত কার্যদিবসের মধ্যে প্রতিবেদন জমা দিতে বলা হয়েছে পটুয়াখালী প্রতিনিধি ঢাকা জেলার সদর উপজেলায় শনিবার সকালে এক সংবাদ সম্মেলনে বলা হয় যে স্থানীয় প্রশাসন বিষয়টি তদন্ত করে দেখছে এবং দোষীদের বিরুদ্ধে আইনানুগ ব্যবস্থা নেওয়া হবে বলে জানানো হয়েছে এলাকাবাসী জানান দীর্ঘদিন ধরে এই সমস্যা চলে আসছে কিন্তু কেউ কোনো পদক্ষেপ নেয়নি পুলিশ জানায় ঘটনার পর থেকে অভিযুক্তরা পলাতক রয়েছে তাদের গ্রেফতারে অভিযান চলছে স্থানীয় সংসদ সদস্য ঘটনাস্থল পরিদর্শন করেছেন এবং ক্ষতিগ্রস্ত পরিবারকে সহায়তার আশ্বাস দিয়েছেন জেলা প্রশাসক জানান এ বিষয়ে একটি তদন্ত কমিটি গঠন করা হয়েছে কমিটিকে সাত কার্যদিবসের মধ্যে প্রতিবেদন জমা দিতে বলা হয়েছে (293, 584, 465, 779)
article-body: পটুয়াখালী প্রতিনিধি ঢাকা জেলার সদর উপজেলায় শনিবার সকালে এক সংবাদ সম্মেলনে বলা হয় যে স্থানীয় প্রশাসন বিষয়টি তদন্ত করে দেখছে এবং দোষীদের বিরুদ্ধে আইনানুগ ব্যবস্থা নেওয়া হবে বলে জানানো হয়েছে এলাকাবাসী জানান দীর্ঘদিন ধরে এই সমস্যা চলে আসছে কিন্তু কেউ কোনো পদক্ষেপ নেয়নি পুলিশ জানায় ঘটনার পর থেকে অভিযুক্তরা পলাতক রয়েছে তাদের গ্রেফতারে অভিযান চলছে স্থানীয় সংসদ সদস্য ঘটনাস্থল পরিদর্শন করেছেন এবং ক্ষতিগ্রস্ত পরিবারকে সহায়তার আশ্বাস দিয়েছেন জেলা প্রশাসক জানান এ বিষয়ে একটি তদন্ত কমিটি গঠন করা হয়েছে কমিটিকে সাত কার্যদিবসের মধ্যে প্রতিবেদন জমা দিতে বলা হয়েছে পটুয়াখালী প্রতিনিধি ঢাকা জেলার সদর উপজেলায় শনিবার সকালে এক সংবাদ সম্মেলনে বলা হয় যে স্থানীয় প্রশাসন বিষয়টি তদন্ত করে দেখছে এবং দোষীদের বিরুদ্ধে আইনানুগ ব্যবস্থা নেওয়া হবে বলে জানানো হয়েছে এলাকাবাসী জানান দীর্ঘদিন ধরে এই সমস্যা চলে আসছে কিন্তু কেউ কোনো পদক্ষেপ নেয়নি পুলিশ জানায় ঘটনার পর থেকে অভিযুক্তরা পলাতক রয়েছে তাদের গ্রেফতারে অভিযান চলছে স্থানীয় সংসদ সদস্য ঘটনাস্থল পরিদর্শন করেছেন এবং ক্ষতিগ্রস্ত পরিবারকে সহায়তার আশ্বাস দিয়েছেন জেলা প্রশাসক জানান এ বিষয়ে একটি তদন্ত কমিটি গঠন করা হয়েছে কমিটিকে সাত কার্যদিবসের মধ্যে প্রতিবেদন জমা দিতে বলা হয়েছে পটুয়াখালী প্রতিনিধি ঢাকা জেলার সদর উপজেলায় শনিবার সকালে এক সংবাদ সম্মেলনে বলা হয় যে স্থানীয় প্রশাসন বিষয়টি তদন্ত করে দেখছে এবং দোষীদের বিরুদ্ধে আইনানুগ ব্যবস্থা নেওয়া হবে বলে জানানো হয়েছে এলাকাবাসী জানান দীর্ঘদিন ধরে এই সমস্যা চলে আসছে কিন্তু কেউ কোনো পদক্ষেপ নেয়নি পুলিশ জানায় ঘটনার পর থেকে অভিযুক্তরা পলাতক রয়েছে তাদের গ্রেফতারে অভিযান চলছে স্থানীয় সংসদ সদস্য ঘটনাস্থল পরিদর্শন করেছেন এবং ক্ষতিগ্রস্ত পরিবারকে সহায়তার আশ্বাস দিয়েছেন জেলা প্রশাসক জানান এ বিষয়ে একটি তদন্ত কমিটি গঠন করা হয়েছে কমিটিকে সাত কার্যদিবসের মধ্যে প্রতিবেদন জমা দিতে বলা হয়েছে পটুয়াখালী প্রতিনিধি ঢাকা জেলার সদর উপজেলায় শনিবার সকালে এক সংবাদ সম্মেলনে বলা হয় যে স্থানীয় প্রশাসন বিষয়টি তদন্ত করে দেখছে এবং দোষীদের বিরুদ্ধে আইনানুগ ব্যবস্থা নেওয়া হবে বলে জানানো হয়েছে এলাকাবাসী জানান দীর্ঘদিন ধরে এই সমস্যা চলে আসছে কিন্তু কেউ কোনো পদক্ষেপ নেয়নি পুলিশ জানায় ঘটনার পর থেকে অভিযুক্তরা পলাতক রয়েছে তাদের গ্রেফতারে অভিযান চলছে স্থানীয় সংসদ সদস্য ঘটনাস্থল পরিদর্শন করেছেন এবং ক্ষতিগ্রস্ত পরিবারকে সহায়তার আশ্বাস দিয়েছেন জেলা প্রশাসক জানান এ বিষয়ে একটি তদন্ত কমিটি গঠন করা হয়েছে কমিটিকে সাত কার্যদিবসের মধ্যে প্রতিবেদন জমা দিতে বলা হয়েছে (472, 349, 550, 568)
newspaper-logo: বাংলাদেশ প্রতিদিন (513, 9, 642, 30)
story-block (198, 612, 286, 692)
section-divider (293, 319, 465, 320)
headline-11: ভিজিটাল জালিয়াত (337, 569, 421, 581)
article-body: পটুয়াখালী প্রতিনিধি ঢাকা জেলার সদর উপজেলায় শনিবার সকালে এক সংবাদ সম্মেলনে বলা হয় যে স্থানীয় প্রশাসন বিষয়টি তদন্ত করে দেখছে এবং দোষীদের বিরুদ্ধে আইনানুগ ব্যবস্থা নেওয়া হবে বলে জানানো হয়েছে এলাকাবাসী জানান দীর্ঘদিন ধরে এই সমস্যা চলে আসছে কিন্তু কেউ কোনো পদক্ষেপ নেয়নি পুলিশ জানায় ঘটনার পর থেকে অভিযুক্তরা পলাতক রয়েছে তাদের গ্রেফতারে অভিযান চলছে স্থানীয় সংসদ সদস্য ঘটনাস্থল পরিদর্শন করেছেন এবং ক্ষতিগ্রস্ত পরিবারকে সহায়তার আশ্বাস দিয়েছেন জেলা প্রশাসক জানান এ বিষয়ে একটি তদন্ত কমিটি গঠন করা হয়েছে কমিটিকে সাত কার্যদিবসের মধ্যে প্রতিবেদন জমা দিতে বলা হয়েছে পটুয়াখালী প্রতিনিধি ঢাকা জেলার সদর উপজেলায় শনিবার সকালে এক সংবাদ সম্মেলনে বলা হয় যে স্থানীয় প্রশাসন বিষয়টি তদন্ত করে দেখছে এবং দোষীদের বিরুদ্ধে আইনানুগ ব্যবস্থা নেওয়া হবে বলে জানানো হয়েছে এলাকাবাসী জানান দীর্ঘদিন ধরে এই সমস্যা চলে আসছে কিন্তু কেউ কোনো পদক্ষেপ নেয়নি পুলিশ জানায় ঘটনার পর থেকে অভিযুক্তরা পলাতক রয়েছে তাদের গ্রেফতারে অভিযান চলছে স্থানীয় সংসদ সদস্য ঘটনাস্থল পরিদর্শন করেছেন এবং ক্ষতিগ্রস্ত পরিবারকে সহায়তার আশ্বাস দিয়েছেন জেলা প্রশাসক জানান এ বিষয়ে একটি তদন্ত কমিটি গঠন করা হয়েছে কমিটিকে সাত কার্যদিবসের মধ্যে প্রতিবেদন জমা দিতে বলা হয়েছে পটুয়াখালী প্রতিনিধি ঢাকা জেলার সদর উপজেলায় শনিবার সকালে এক সংবাদ সম্মেলনে বলা হয় যে স্থানীয় প্রশাসন বিষয়টি তদন্ত করে দেখছে এবং দোষীদের বিরুদ্ধে আইনানুগ ব্যবস্থা নেওয়া হবে বলে জানানো হয়েছে এলাকাবাসী জানান দীর্ঘদিন ধরে এই সমস্যা চলে আসছে কিন্তু কেউ কোনো পদক্ষেপ নেয়নি পুলিশ জানায় ঘটনার পর থেকে অভিযুক্তরা পলাতক রয়েছে তাদের গ্রেফতারে অভিযান চলছে স্থানীয় সংসদ সদস্য ঘটনাস্থল পরিদর্শন করেছেন এবং ক্ষতিগ্রস্ত পরিবারকে সহায়তার আশ্বাস দিয়েছেন জেলা প্রশাসক জানান এ বিষয়ে একটি তদন্ত কমিটি গঠন করা হয়েছে কমিটিকে সাত কার্যদিবসের মধ্যে প্রতিবেদন জমা দিতে বলা হয়েছে পটুয়াখালী প্রতিনিধি ঢাকা জেলার সদর উপজেলায় শনিবার সকালে এক সংবাদ সম্মেলনে বলা হয় যে স্থানীয় প্রশাসন বিষয়টি তদন্ত করে দেখছে এবং দোষীদের বিরুদ্ধে আইনানুগ ব্যবস্থা নেওয়া হবে বলে জানানো হয়েছে এলাকাবাসী জানান দীর্ঘদিন ধরে এই সমস্যা চলে আসছে কিন্তু কেউ কোনো পদক্ষেপ নেয়নি পুলিশ জানায় ঘটনার পর থেকে অভিযুক্তরা পলাতক রয়েছে তাদের গ্রেফতারে অভিযান চলছে স্থানীয় সংসদ সদস্য ঘটনাস্থল পরিদর্শন করেছেন এবং ক্ষতিগ্রস্ত পরিবারকে সহায়তার আশ্বাস দিয়েছেন জেলা প্রশাসক জানান এ বিষয়ে একটি তদন্ত কমিটি গঠন করা হয়েছে কমিটিকে সাত কার্যদিবসের মধ্যে প্রতিবেদন জমা দিতে বলা হয়েছে পটুয়াখালী প্রতিনিধি ঢাকা জেলার সদর উপজেলায় শনিবার সকালে এক সংবাদ সম্মেলনে বলা হয় যে স্থানীয় প্রশাসন বিষয়টি তদন্ত করে দেখছে এবং দোষীদের বিরুদ্ধে আইনানুগ ব্যবস্থা নেওয়া হবে বলে জানানো হয়েছে এলাকাবাসী জানান দীর্ঘদিন ধরে এই সমস্যা চলে আসছে কিন্তু কেউ কোনো পদক্ষেপ নেয়নি পুলিশ জানায় ঘটনার পর থেকে অভিযুক্তরা পলাতক রয়েছে তাদের গ্রেফতারে অভিযান চলছে স্থানীয় সংসদ সদস্য ঘটনাস্থল পরিদর্শন করেছেন এবং ক্ষতিগ্রস্ত পরিবারকে সহায়তার আশ্বাস দিয়েছেন জেলা প্রশাসক জানান এ বিষয়ে একটি তদন্ত কমিটি গঠন করা হয়েছে কমিটিকে সাত কার্যদিবসের মধ্যে প্রতিবেদন জমা দিতে বলা হয়েছে পটুয়াখালী প্রতিনিধি ঢাকা জেলার সদর উপজেলায় শনিবার সকালে এক সংবাদ সম্মেলনে বলা হয় যে স্থানীয় প্রশাসন বিষয়টি তদন্ত করে দেখছে এবং দোষীদের বিরুদ্ধে আইনানুগ ব্যবস্থা নেওয়া হবে বলে জানানো হয়েছে এলাকাবাসী জানান দীর্ঘদিন ধরে এই সমস্যা চলে আসছে কিন্তু কেউ কোনো পদক্ষেপ নেয়নি পুলিশ জানায় ঘটনার পর থেকে অভিযুক্তরা পলাতক রয়েছে তাদের গ্রেফতারে অভিযান চলছে স্থানীয় সংসদ সদস্য ঘটনাস্থল পরিদর্শন করেছেন এবং ক্ষতিগ্রস্ত পরিবারকে সহায়তার আশ্বাস দিয়েছেন জেলা প্রশাসক জানান এ বিষয়ে একটি তদন্ত কমিটি গঠন করা হয়েছে কমিটিকে সাত কার্যদিবসের মধ্যে প্রতিবেদন জমা দিতে বলা হয়েছে (103, 62, 191, 353)
column-divider (553, 47, 554, 977)
headline-2: বাংলাদেশের জন্য চ্যাম্প (199, 49, 285, 59)
date-line: রবিবার • ২১ এপ্রিল ২০২৪ • ৮ বৈশাখ ১৪৩১ (62, 27, 156, 33)
ref-number: বি-১৭০১৮/২৪ (170, 785, 193, 790)
classified-ads-left: আবাসন : মোহাম্মদপুর লালমাটিয়া ধানমন্ডি উত্তরা বনানী গুলশান এলাকায় রেডি ফ্ল্যাট বিক্রয় হবে ১২০০ থেকে ২৫০০ বর্গফুট লিফট জেনারেটর গাড়ি পার্কিং সুবিধা সহ যোগাযোগ ০১৭১১০০০০০০ ০১৮১৯০০০০০০ প্লট বিক্রয় পূর্বাচল ৩ কাঠা ৫ কাঠা রাজউক অনুমোদিত দ্রুত যোগাযোগ করুন আবাসন : মোহাম্মদপুর লালমাটিয়া ধানমন্ডি উত্তরা বনানী গুলশান এলাকায় রেডি ফ্ল্যাট বিক্রয় হবে ১২০০ থেকে ২৫০০ বর্গফুট লিফট জেনারেটর গাড়ি পার্কিং সুবিধা সহ যোগাযোগ ০১৭১১০০০০০০ ০১৮১৯০০০০০০ প্লট বিক্রয় পূর্বাচল ৩ কাঠা ৫ কাঠা রাজউক অনুমোদিত দ্রুত যোগাযোগ করুন আবাসন : মোহাম্মদপুর লালমাটিয়া ধানমন্ডি উত্তরা বনানী গুলশান এলাকায় রেডি ফ্ল্যাট বিক্রয় হবে ১২০০ থেকে ২৫০০ বর্গফুট লিফট জেনারেটর গাড়ি পার্কিং সুবিধা সহ যোগাযোগ ০১৭১১০০০০০০ ০১৮১৯০০০০০০ প্লট বিক্রয় পূর্বাচল ৩ কাঠা ৫ কাঠা রাজউক অনুমোদিত দ্রুত যোগাযোগ করুন (107, 712, 193, 785)
headline-4: কারিগরি শিক্ষা (485, 49, 537, 59)
masthead-rule (6, 40, 644, 41)
headline-13: এক্সের প্রবেশ উদ্ধার (475, 336, 547, 347)
news-column-3 (198, 47, 286, 607)
column-divider (468, 47, 469, 977)
section-label: খবর (62, 9, 85, 24)
article-body: পটুয়াখালী প্রতিনিধি ঢাকা জেলার সদর উপজেলায় শনিবার সকালে এক সংবাদ সম্মেলনে বলা হয় যে স্থানীয় প্রশাসন বিষয়টি তদন্ত করে দেখছে এবং দোষীদের বিরুদ্ধে আইনানুগ ব্যবস্থা নেওয়া হবে বলে জানানো হয়েছে এলাকাবাসী জানান দীর্ঘদিন ধরে এই সমস্যা চলে আসছে কিন্তু কেউ কোনো পদক্ষেপ নেয়নি পুলিশ জানায় ঘটনার পর থেকে অভিযুক্তরা পলাতক রয়েছে তাদের গ্রেফতারে অভিযান চলছে স্থানীয় সংসদ সদস্য ঘটনাস্থল পরিদর্শন করেছেন এবং ক্ষতিগ্রস্ত পরিবারকে সহায়তার আশ্বাস দিয়েছেন জেলা প্রশাসক জানান এ বিষয়ে একটি তদন্ত কমিটি গঠন করা হয়েছে কমিটিকে সাত কার্যদিবসের মধ্যে প্রতিবেদন জমা দিতে বলা হয়েছে (198, 627, 286, 677)
article-body: পটুয়াখালী প্রতিনিধি ঢাকা জেলার সদর উপজেলায় শনিবার সকালে এক সংবাদ সম্মেলনে বলা হয় যে স্থানীয় প্রশাসন বিষয়টি তদন্ত করে দেখছে এবং দোষীদের বিরুদ্ধে আইনানুগ ব্যবস্থা নেওয়া হবে বলে জানানো হয়েছে এলাকাবাসী জানান দীর্ঘদিন ধরে এই সমস্যা চলে আসছে কিন্তু কেউ কোনো পদক্ষেপ নেয়নি পুলিশ জানায় ঘটনার পর থেকে অভিযুক্তরা পলাতক রয়েছে তাদের গ্রেফতারে অভিযান চলছে স্থানীয় সংসদ সদস্য ঘটনাস্থল পরিদর্শন করেছেন এবং ক্ষতিগ্রস্ত পরিবারকে সহায়তার আশ্বাস দিয়েছেন জেলা প্রশাসক জানান এ বিষয়ে একটি তদন্ত কমিটি গঠন করা হয়েছে কমিটিকে সাত কার্যদিবসের মধ্যে প্রতিবেদন জমা দিতে বলা হয়েছে পটুয়াখালী প্রতিনিধি ঢাকা জেলার সদর উপজেলায় শনিবার সকালে এক সংবাদ সম্মেলনে বলা হয় যে স্থানীয় প্রশাসন বিষয়টি তদন্ত করে দেখছে এবং দোষীদের বিরুদ্ধে আইনানুগ ব্যবস্থা নেওয়া হবে বলে জানানো হয়েছে এলাকাবাসী জানান দীর্ঘদিন ধরে এই সমস্যা চলে আসছে কিন্তু কেউ কোনো পদক্ষেপ নেয়নি পুলিশ জানায় ঘটনার পর থেকে অভিযুক্তরা পলাতক রয়েছে তাদের গ্রেফতারে অভিযান চলছে স্থানীয় সংসদ সদস্য ঘটনাস্থল পরিদর্শন করেছেন এবং ক্ষতিগ্রস্ত পরিবারকে সহায়তার আশ্বাস দিয়েছেন জেলা প্রশাসক জানান এ বিষয়ে একটি তদন্ত কমিটি গঠন করা হয়েছে কমিটিকে সাত কার্যদিবসের মধ্যে প্রতিবেদন জমা দিতে বলা হয়েছে পটুয়াখালী প্রতিনিধি ঢাকা জেলার সদর উপজেলায় শনিবার সকালে এক সংবাদ সম্মেলনে বলা হয় যে স্থানীয় প্রশাসন বিষয়টি তদন্ত করে দেখছে এবং দোষীদের বিরুদ্ধে আইনানুগ ব্যবস্থা নেওয়া হবে বলে জানানো হয়েছে এলাকাবাসী জানান দীর্ঘদিন ধরে এই সমস্যা চলে আসছে কিন্তু কেউ কোনো পদক্ষেপ নেয়নি পুলিশ জানায় ঘটনার পর থেকে অভিযুক্তরা পলাতক রয়েছে তাদের গ্রেফতারে অভিযান চলছে স্থানীয় সংসদ সদস্য ঘটনাস্থল পরিদর্শন করেছেন এবং ক্ষতিগ্রস্ত পরিবারকে সহায়তার আশ্বাস দিয়েছেন জেলা প্রশাসক জানান এ বিষয়ে একটি তদন্ত কমিটি গঠন করা হয়েছে কমিটিকে সাত কার্যদিবসের মধ্যে প্রতিবেদন জমা দিতে বলা হয়েছে (557, 73, 643, 223)
headline-6: ছাত্রী খুঁজে পাওয়া (567, 225, 633, 236)
article-body: পটুয়াখালী প্রতিনিধি ঢাকা জেলার সদর উপজেলায় শনিবার সকালে এক সংবাদ সম্মেলনে বলা হয় যে স্থানীয় প্রশাসন বিষয়টি তদন্ত করে দেখছে এবং দোষীদের বিরুদ্ধে আইনানুগ ব্যবস্থা নেওয়া হবে বলে জানানো হয়েছে এলাকাবাসী জানান দীর্ঘদিন ধরে এই সমস্যা চলে আসছে কিন্তু কেউ কোনো পদক্ষেপ নেয়নি পুলিশ জানায় ঘটনার পর থেকে অভিযুক্তরা পলাতক রয়েছে তাদের গ্রেফতারে অভিযান চলছে স্থানীয় সংসদ সদস্য ঘটনাস্থল পরিদর্শন করেছেন এবং ক্ষতিগ্রস্ত পরিবারকে সহায়তার আশ্বাস দিয়েছেন জেলা প্রশাসক জানান এ বিষয়ে একটি তদন্ত কমিটি গঠন করা হয়েছে কমিটিকে সাত কার্যদিবসের মধ্যে প্রতিবেদন জমা দিতে বলা হয়েছে পটুয়াখালী প্রতিনিধি ঢাকা জেলার সদর উপজেলায় শনিবার সকালে এক সংবাদ সম্মেলনে বলা হয় যে স্থানীয় প্রশাসন বিষয়টি তদন্ত করে দেখছে এবং দোষীদের বিরুদ্ধে আইনানুগ ব্যবস্থা নেওয়া হবে বলে জানানো হয়েছে এলাকাবাসী জানান দীর্ঘদিন ধরে এই সমস্যা চলে আসছে কিন্তু কেউ কোনো পদক্ষেপ নেয়নি পুলিশ জানায় ঘটনার পর থেকে অভিযুক্তরা পলাতক রয়েছে তাদের গ্রেফতারে অভিযান চলছে স্থানীয় সংসদ সদস্য ঘটনাস্থল পরিদর্শন করেছেন এবং ক্ষতিগ্রস্ত পরিবারকে সহায়তার আশ্বাস দিয়েছেন জেলা প্রশাসক জানান এ বিষয়ে একটি তদন্ত কমিটি গঠন করা হয়েছে কমিটিকে সাত কার্যদিবসের মধ্যে প্রতিবেদন জমা দিতে বলা হয়েছে পটুয়াখালী প্রতিনিধি ঢাকা জেলার সদর উপজেলায় শনিবার সকালে এক সংবাদ সম্মেলনে বলা হয় যে স্থানীয় প্রশাসন বিষয়টি তদন্ত করে দেখছে এবং দোষীদের বিরুদ্ধে আইনানুগ ব্যবস্থা নেওয়া হবে বলে জানানো হয়েছে এলাকাবাসী জানান দীর্ঘদিন ধরে এই সমস্যা চলে আসছে কিন্তু কেউ কোনো পদক্ষেপ নেয়নি পুলিশ জানায় ঘটনার পর থেকে অভিযুক্তরা পলাতক রয়েছে তাদের গ্রেফতারে অভিযান চলছে স্থানীয় সংসদ সদস্য ঘটনাস্থল পরিদর্শন করেছেন এবং ক্ষতিগ্রস্ত পরিবারকে সহায়তার আশ্বাস দিয়েছেন জেলা প্রশাসক জানান এ বিষয়ে একটি তদন্ত কমিটি গঠন করা হয়েছে কমিটিকে সাত কার্যদিবসের মধ্যে প্রতিবেদন জমা দিতে বলা হয়েছে পটুয়াখালী প্রতিনিধি ঢাকা জেলার সদর উপজেলায় শনিবার সকালে এক সংবাদ সম্মেলনে বলা হয় যে স্থানীয় প্রশাসন বিষয়টি তদন্ত করে দেখছে এবং দোষীদের বিরুদ্ধে আইনানুগ ব্যবস্থা নেওয়া হবে বলে জানানো হয়েছে এলাকাবাসী জানান দীর্ঘদিন ধরে এই সমস্যা চলে আসছে কিন্তু কেউ কোনো পদক্ষেপ নেয়নি পুলিশ জানায় ঘটনার পর থেকে অভিযুক্তরা পলাতক রয়েছে তাদের গ্রেফতারে অভিযান চলছে স্থানীয় সংসদ সদস্য ঘটনাস্থল পরিদর্শন করেছেন এবং ক্ষতিগ্রস্ত পরিবারকে সহায়তার আশ্বাস দিয়েছেন জেলা প্রশাসক জানান এ বিষয়ে একটি তদন্ত কমিটি গঠন করা হয়েছে কমিটিকে সাত কার্যদিবসের মধ্যে প্রতিবেদন জমা দিতে বলা হয়েছে পটুয়াখালী প্রতিনিধি ঢাকা জেলার সদর উপজেলায় শনিবার সকালে এক সংবাদ সম্মেলনে বলা হয় যে স্থানীয় প্রশাসন বিষয়টি তদন্ত করে দেখছে এবং দোষীদের বিরুদ্ধে আইনানুগ ব্যবস্থা নেওয়া হবে বলে জানানো হয়েছে এলাকাবাসী জানান দীর্ঘদিন ধরে এই সমস্যা চলে আসছে কিন্তু কেউ কোনো পদক্ষেপ নেয়নি পুলিশ জানায় ঘটনার পর থেকে অভিযুক্তরা পলাতক রয়েছে তাদের গ্রেফতারে অভিযান চলছে স্থানীয় সংসদ সদস্য ঘটনাস্থল পরিদর্শন করেছেন এবং ক্ষতিগ্রস্ত পরিবারকে সহায়তার আশ্বাস দিয়েছেন জেলা প্রশাসক জানান এ বিষয়ে একটি তদন্ত কমিটি গঠন করা হয়েছে কমিটিকে সাত কার্যদিবসের মধ্যে প্রতিবেদন জমা দিতে বলা হয়েছে (103, 368, 191, 609)
classified-ads-right: পটুয়াখালী প্রতিনিধি ঢাকা জেলার সদর উপজেলায় শনিবার সকালে এক সংবাদ সম্মেলনে বলা হয় যে স্থানীয় প্রশাসন বিষয়টি তদন্ত করে দেখছে এবং দোষীদের বিরুদ্ধে আইনানুগ ব্যবস্থা নেওয়া হবে বলে জানানো হয়েছে এলাকাবাসী জানান দীর্ঘদিন ধরে এই সমস্যা চলে আসছে কিন্তু কেউ কোনো পদক্ষেপ নেয়নি পুলিশ জানায় ঘটনার পর থেকে অভিযুক্তরা পলাতক রয়েছে তাদের গ্রেফতারে অভিযান চলছে স্থানীয় সংসদ সদস্য ঘটনাস্থল পরিদর্শন করেছেন এবং ক্ষতিগ্রস্ত পরিবারকে সহায়তার আশ্বাস দিয়েছেন জেলা প্রশাসক জানান এ বিষয়ে একটি তদন্ত কমিটি গঠন করা হয়েছে কমিটিকে সাত কার্যদিবসের মধ্যে প্রতিবেদন জমা দিতে বলা হয়েছে পটুয়াখালী প্রতিনিধি ঢাকা জেলার সদর উপজেলায় শনিবার সকালে এক সংবাদ সম্মেলনে বলা হয় যে স্থানীয় প্রশাসন বিষয়টি তদন্ত করে দেখছে এবং দোষীদের বিরুদ্ধে আইনানুগ ব্যবস্থা নেওয়া হবে বলে জানানো হয়েছে এলাকাবাসী জানান দীর্ঘদিন ধরে এই সমস্যা চলে আসছে কিন্তু কেউ কোনো পদক্ষেপ নেয়নি পুলিশ জানায় ঘটনার পর থেকে অভিযুক্তরা পলাতক রয়েছে তাদের গ্রেফতারে অভিযান চলছে স্থানীয় সংসদ সদস্য ঘটনাস্থল পরিদর্শন করেছেন এবং ক্ষতিগ্রস্ত পরিবারকে সহায়তার আশ্বাস দিয়েছেন জেলা প্রশাসক জানান এ বিষয়ে একটি তদন্ত কমিটি গঠন করা হয়েছে কমিটিকে সাত কার্যদিবসের মধ্যে প্রতিবেদন জমা দিতে বলা হয়েছে পটুয়াখালী প্রতিনিধি ঢাকা জেলার সদর উপজেলায় শনিবার সকালে এক সংবাদ সম্মেলনে বলা হয় যে স্থানীয় প্রশাসন বিষয়টি তদন্ত করে দেখছে এবং দোষীদের বিরুদ্ধে আইনানুগ ব্যবস্থা নেওয়া হবে বলে জানানো হয়েছে এলাকাবাসী জানান দীর্ঘদিন ধরে এই সমস্যা চলে আসছে কিন্তু কেউ কোনো পদক্ষেপ নেয়নি পুলিশ জানায় ঘটনার পর থেকে অভিযুক্তরা পলাতক রয়েছে তাদের গ্রেফতারে অভিযান চলছে স্থানীয় সংসদ সদস্য ঘটনাস্থল পরিদর্শন করেছেন এবং ক্ষতিগ্রস্ত পরিবারকে সহায়তার আশ্বাস দিয়েছেন জেলা প্রশাসক জানান এ বিষয়ে একটি তদন্ত কমিটি গঠন করা হয়েছে কমিটিকে সাত কার্যদিবসের মধ্যে প্রতিবেদন জমা দিতে বলা হয়েছে (196, 712, 282, 862)
article-body: পটুয়াখালী প্রতিনিধি ঢাকা জেলার সদর উপজেলায় শনিবার সকালে এক সংবাদ সম্মেলনে বলা হয় যে স্থানীয় প্রশাসন বিষয়টি তদন্ত করে দেখছে এবং দোষীদের বিরুদ্ধে আইনানুগ ব্যবস্থা নেওয়া হবে বলে জানানো হয়েছে এলাকাবাসী জানান দীর্ঘদিন ধরে এই সমস্যা চলে আসছে কিন্তু কেউ কোনো পদক্ষেপ নেয়নি পুলিশ জানায় ঘটনার পর থেকে অভিযুক্তরা পলাতক রয়েছে তাদের গ্রেফতারে অভিযান চলছে স্থানীয় সংসদ সদস্য ঘটনাস্থল পরিদর্শন করেছেন এবং ক্ষতিগ্রস্ত পরিবারকে সহায়তার আশ্বাস দিয়েছেন জেলা প্রশাসক জানান এ বিষয়ে একটি তদন্ত কমিটি গঠন করা হয়েছে কমিটিকে সাত কার্যদিবসের মধ্যে প্রতিবেদন জমা দিতে বলা হয়েছে পটুয়াখালী প্রতিনিধি ঢাকা জেলার সদর উপজেলায় শনিবার সকালে এক সংবাদ সম্মেলনে বলা হয় যে স্থানীয় প্রশাসন বিষয়টি তদন্ত করে দেখছে এবং দোষীদের বিরুদ্ধে আইনানুগ ব্যবস্থা নেওয়া হবে বলে জানানো হয়েছে এলাকাবাসী জানান দীর্ঘদিন ধরে এই সমস্যা চলে আসছে কিন্তু কেউ কোনো পদক্ষেপ নেয়নি পুলিশ জানায় ঘটনার পর থেকে অভিযুক্তরা পলাতক রয়েছে তাদের গ্রেফতারে অভিযান চলছে স্থানীয় সংসদ সদস্য ঘটনাস্থল পরিদর্শন করেছেন এবং ক্ষতিগ্রস্ত পরিবারকে সহায়তার আশ্বাস দিয়েছেন জেলা প্রশাসক জানান এ বিষয়ে একটি তদন্ত কমিটি গঠন করা হয়েছে কমিটিকে সাত কার্যদিবসের মধ্যে প্রতিবেদন জমা দিতে বলা হয়েছে পটুয়াখালী প্রতিনিধি ঢাকা জেলার সদর উপজেলায় শনিবার সকালে এক সংবাদ সম্মেলনে বলা হয় যে স্থানীয় প্রশাসন বিষয়টি তদন্ত করে দেখছে এবং দোষীদের বিরুদ্ধে আইনানুগ ব্যবস্থা নেওয়া হবে বলে জানানো হয়েছে এলাকাবাসী জানান দীর্ঘদিন ধরে এই সমস্যা চলে আসছে কিন্তু কেউ কোনো পদক্ষেপ নেয়নি পুলিশ জানায় ঘটনার পর থেকে অভিযুক্তরা পলাতক রয়েছে তাদের গ্রেফতারে অভিযান চলছে স্থানীয় সংসদ সদস্য ঘটনাস্থল পরিদর্শন করেছেন এবং ক্ষতিগ্রস্ত পরিবারকে সহায়তার আশ্বাস দিয়েছেন জেলা প্রশাসক জানান এ বিষয়ে একটি তদন্ত কমিটি গঠন করা হয়েছে কমিটিকে সাত কার্যদিবসের মধ্যে প্রতিবেদন জমা দিতে বলা হয়েছে (472, 816, 550, 980)
news-column-6 (472, 47, 550, 980)
article-body: পটুয়াখালী প্রতিনিধি ঢাকা জেলার সদর উপজেলায় শনিবার সকালে এক সংবাদ সম্মেলনে বলা হয় যে স্থানীয় প্রশাসন বিষয়টি তদন্ত করে দেখছে এবং দোষীদের বিরুদ্ধে আইনানুগ ব্যবস্থা নেওয়া হবে বলে জানানো হয়েছে এলাকাবাসী জানান দীর্ঘদিন ধরে এই সমস্যা চলে আসছে কিন্তু কেউ কোনো পদক্ষেপ নেয়নি পুলিশ জানায় ঘটনার পর থেকে অভিযুক্তরা পলাতক রয়েছে তাদের গ্রেফতারে অভিযান চলছে স্থানীয় সংসদ সদস্য ঘটনাস্থল পরিদর্শন করেছেন এবং ক্ষতিগ্রস্ত পরিবারকে সহায়তার আশ্বাস দিয়েছেন জেলা প্রশাসক জানান এ বিষয়ে একটি তদন্ত কমিটি গঠন করা হয়েছে কমিটিকে সাত কার্যদিবসের মধ্যে প্রতিবেদন জমা দিতে বলা হয়েছে পটুয়াখালী প্রতিনিধি ঢাকা জেলার সদর উপজেলায় শনিবার সকালে এক সংবাদ সম্মেলনে বলা হয় যে স্থানীয় প্রশাসন বিষয়টি তদন্ত করে দেখছে এবং দোষীদের বিরুদ্ধে আইনানুগ ব্যবস্থা নেওয়া হবে বলে জানানো হয়েছে এলাকাবাসী জানান দীর্ঘদিন ধরে এই সমস্যা চলে আসছে কিন্তু কেউ কোনো পদক্ষেপ নেয়নি পুলিশ জানায় ঘটনার পর থেকে অভিযুক্তরা পলাতক রয়েছে তাদের গ্রেফতারে অভিযান চলছে স্থানীয় সংসদ সদস্য ঘটনাস্থল পরিদর্শন করেছেন এবং ক্ষতিগ্রস্ত পরিবারকে সহায়তার আশ্বাস দিয়েছেন জেলা প্রশাসক জানান এ বিষয়ে একটি তদন্ত কমিটি গঠন করা হয়েছে কমিটিকে সাত কার্যদিবসের মধ্যে প্রতিবেদন জমা দিতে বলা হয়েছে পটুয়াখালী প্রতিনিধি ঢাকা জেলার সদর উপজেলায় শনিবার সকালে এক সংবাদ সম্মেলনে বলা হয় যে স্থানীয় প্রশাসন বিষয়টি তদন্ত করে দেখছে এবং দোষীদের বিরুদ্ধে আইনানুগ ব্যবস্থা নেওয়া হবে বলে জানানো হয়েছে এলাকাবাসী জানান দীর্ঘদিন ধরে এই সমস্যা চলে আসছে কিন্তু কেউ কোনো পদক্ষেপ নেয়নি পুলিশ জানায় ঘটনার পর থেকে অভিযুক্তরা পলাতক রয়েছে তাদের গ্রেফতারে অভিযান চলছে স্থানীয় সংসদ সদস্য ঘটনাস্থল পরিদর্শন করেছেন এবং ক্ষতিগ্রস্ত পরিবারকে সহায়তার আশ্বাস দিয়েছেন জেলা প্রশাসক জানান এ বিষয়ে একটি তদন্ত কমিটি গঠন করা হয়েছে কমিটিকে সাত কার্যদিবসের মধ্যে প্রতিবেদন জমা দিতে বলা হয়েছে (557, 668, 643, 818)
story-block (293, 322, 465, 562)
car-models: AXIO, ALLION, PREMIO TOYOTA AUTOMOBILES (107, 793, 193, 802)
classified-ads-misc: আবাসন : মোহাম্মদপুর লালমাটিয়া ধানমন্ডি উত্তরা বনানী গুলশান এলাকায় রেডি ফ্ল্যাট বিক্রয় হবে ১২০০ থেকে ২৫০০ বর্গফুট লিফট জেনারেটর গাড়ি পার্কিং সুবিধা সহ যোগাযোগ ০১৭১১০০০০০০ ০১৮১৯০০০০০০ প্লট বিক্রয় পূর্বাচল ৩ কাঠা ৫ কাঠা রাজউক অনুমোদিত দ্রুত যোগাযোগ করুন আবাসন : মোহাম্মদপুর লালমাটিয়া ধানমন্ডি উত্তরা বনানী গুলশান এলাকায় রেডি ফ্ল্যাট বিক্রয় হবে ১২০০ থেকে ২৫০০ বর্গফুট লিফট জেনারেটর গাড়ি পার্কিং সুবিধা সহ যোগাযোগ ০১৭১১০০০০০০ ০১৮১৯০০০০০০ প্লট বিক্রয় পূর্বাচল ৩ কাঠা ৫ কাঠা রাজউক অনুমোদিত দ্রুত যোগাযোগ করুন (107, 821, 193, 872)
news-column-7 (557, 47, 643, 977)
classifieds-column (8, 47, 96, 977)
masthead (6, 5, 644, 39)
article-body: পটুয়াখালী প্রতিনিধি ঢাকা জেলার সদর উপজেলায় শনিবার সকালে এক সংবাদ সম্মেলনে বলা হয় যে স্থানীয় প্রশাসন বিষয়টি তদন্ত করে দেখছে এবং দোষীদের বিরুদ্ধে আইনানুগ ব্যবস্থা নেওয়া হবে বলে জানানো হয়েছে এলাকাবাসী জানান দীর্ঘদিন ধরে এই সমস্যা চলে আসছে কিন্তু কেউ কোনো পদক্ষেপ নেয়নি পুলিশ জানায় ঘটনার পর থেকে অভিযুক্তরা পলাতক রয়েছে তাদের গ্রেফতারে অভিযান চলছে স্থানীয় সংসদ সদস্য ঘটনাস্থল পরিদর্শন করেছেন এবং ক্ষতিগ্রস্ত পরিবারকে সহায়তার আশ্বাস দিয়েছেন জেলা প্রশাসক জানান এ বিষয়ে একটি তদন্ত কমিটি গঠন করা হয়েছে কমিটিকে সাত কার্যদিবসের মধ্যে প্রতিবেদন জমা দিতে বলা হয়েছে পটুয়াখালী প্রতিনিধি ঢাকা জেলার সদর উপজেলায় শনিবার সকালে এক সংবাদ সম্মেলনে বলা হয় যে স্থানীয় প্রশাসন বিষয়টি তদন্ত করে দেখছে এবং দোষীদের বিরুদ্ধে আইনানুগ ব্যবস্থা নেওয়া হবে বলে জানানো হয়েছে এলাকাবাসী জানান দীর্ঘদিন ধরে এই সমস্যা চলে আসছে কিন্তু কেউ কোনো পদক্ষেপ নেয়নি পুলিশ জানায় ঘটনার পর থেকে অভিযুক্তরা পলাতক রয়েছে তাদের গ্রেফতারে অভিযান চলছে স্থানীয় সংসদ সদস্য ঘটনাস্থল পরিদর্শন করেছেন এবং ক্ষতিগ্রস্ত পরিবারকে সহায়তার আশ্বাস দিয়েছেন জেলা প্রশাসক জানান এ বিষয়ে একটি তদন্ত কমিটি গঠন করা হয়েছে কমিটিকে সাত কার্যদিবসের মধ্যে প্রতিবেদন জমা দিতে বলা হয়েছে পটুয়াখালী প্রতিনিধি ঢাকা জেলার সদর উপজেলায় শনিবার সকালে এক সংবাদ সম্মেলনে বলা হয় যে স্থানীয় প্রশাসন বিষয়টি তদন্ত করে দেখছে এবং দোষীদের বিরুদ্ধে আইনানুগ ব্যবস্থা নেওয়া হবে বলে জানানো হয়েছে এলাকাবাসী জানান দীর্ঘদিন ধরে এই সমস্যা চলে আসছে কিন্তু কেউ কোনো পদক্ষেপ নেয়নি পুলিশ জানায় ঘটনার পর থেকে অভিযুক্তরা পলাতক রয়েছে তাদের গ্রেফতারে অভিযান চলছে স্থানীয় সংসদ সদস্য ঘটনাস্থল পরিদর্শন করেছেন এবং ক্ষতিগ্রস্ত পরিবারকে সহায়তার আশ্বাস দিয়েছেন জেলা প্রশাসক জানান এ বিষয়ে একটি তদন্ত কমিটি গঠন করা হয়েছে কমিটিকে সাত কার্যদিবসের মধ্যে প্রতিবেদন জমা দিতে বলা হয়েছে পটুয়াখালী প্রতিনিধি ঢাকা জেলার সদর উপজেলায় শনিবার সকালে এক সংবাদ সম্মেলনে বলা হয় যে স্থানীয় প্রশাসন বিষয়টি তদন্ত করে দেখছে এবং দোষীদের বিরুদ্ধে আইনানুগ ব্যবস্থা নেওয়া হবে বলে জানানো হয়েছে এলাকাবাসী জানান দীর্ঘদিন ধরে এই সমস্যা চলে আসছে কিন্তু কেউ কোনো পদক্ষেপ নেয়নি পুলিশ জানায় ঘটনার পর থেকে অভিযুক্তরা পলাতক রয়েছে তাদের গ্রেফতারে অভিযান চলছে স্থানীয় সংসদ সদস্য ঘটনাস্থল পরিদর্শন করেছেন এবং ক্ষতিগ্রস্ত পরিবারকে সহায়তার আশ্বাস দিয়েছেন জেলা প্রশাসক জানান এ বিষয়ে একটি তদন্ত কমিটি গঠন করা হয়েছে কমিটিকে সাত কার্যদিবসের মধ্যে প্রতিবেদন জমা দিতে বলা হয়েছে পটুয়াখালী প্রতিনিধি ঢাকা জেলার সদর উপজেলায় শনিবার সকালে এক সংবাদ সম্মেলনে বলা হয় যে স্থানীয় প্রশাসন বিষয়টি তদন্ত করে দেখছে এবং দোষীদের বিরুদ্ধে আইনানুগ ব্যবস্থা নেওয়া হবে বলে জানানো হয়েছে এলাকাবাসী জানান দীর্ঘদিন ধরে এই সমস্যা চলে আসছে কিন্তু কেউ কোনো পদক্ষেপ নেয়নি পুলিশ জানায় ঘটনার পর থেকে অভিযুক্তরা পলাতক রয়েছে তাদের গ্রেফতারে অভিযান চলছে স্থানীয় সংসদ সদস্য ঘটনাস্থল পরিদর্শন করেছেন এবং ক্ষতিগ্রস্ত পরিবারকে সহায়তার আশ্বাস দিয়েছেন জেলা প্রশাসক জানান এ বিষয়ে একটি তদন্ত কমিটি গঠন করা হয়েছে কমিটিকে সাত কার্যদিবসের মধ্যে প্রতিবেদন জমা দিতে বলা হয়েছে (293, 64, 465, 187)
article-body: পটুয়াখালী প্রতিনিধি ঢাকা জেলার সদর উপজেলায় শনিবার সকালে এক সংবাদ সম্মেলনে বলা হয় যে স্থানীয় প্রশাসন বিষয়টি তদন্ত করে দেখছে এবং দোষীদের বিরুদ্ধে আইনানুগ ব্যবস্থা নেওয়া হবে বলে জানানো হয়েছে এলাকাবাসী জানান দীর্ঘদিন ধরে এই সমস্যা চলে আসছে কিন্তু কেউ কোনো পদক্ষেপ নেয়নি পুলিশ জানায় ঘটনার পর থেকে অভিযুক্তরা পলাতক রয়েছে তাদের গ্রেফতারে অভিযান চলছে স্থানীয় সংসদ সদস্য ঘটনাস্থল পরিদর্শন করেছেন এবং ক্ষতিগ্রস্ত পরিবারকে সহায়তার আশ্বাস দিয়েছেন জেলা প্রশাসক জানান এ বিষয়ে একটি তদন্ত কমিটি গঠন করা হয়েছে কমিটিকে সাত কার্যদিবসের মধ্যে প্রতিবেদন জমা দিতে বলা হয়েছে পটুয়াখালী প্রতিনিধি ঢাকা জেলার সদর উপজেলায় শনিবার সকালে এক সংবাদ সম্মেলনে বলা হয় যে স্থানীয় প্রশাসন বিষয়টি তদন্ত করে দেখছে এবং দোষীদের বিরুদ্ধে আইনানুগ ব্যবস্থা নেওয়া হবে বলে জানানো হয়েছে এলাকাবাসী জানান দীর্ঘদিন ধরে এই সমস্যা চলে আসছে কিন্তু কেউ কোনো পদক্ষেপ নেয়নি পুলিশ জানায় ঘটনার পর থেকে অভিযুক্তরা পলাতক রয়েছে তাদের গ্রেফতারে অভিযান চলছে স্থানীয় সংসদ সদস্য ঘটনাস্থল পরিদর্শন করেছেন এবং ক্ষতিগ্রস্ত পরিবারকে সহায়তার আশ্বাস দিয়েছেন জেলা প্রশাসক জানান এ বিষয়ে একটি তদন্ত কমিটি গঠন করা হয়েছে কমিটিকে সাত কার্যদিবসের মধ্যে প্রতিবেদন জমা দিতে বলা হয়েছে পটুয়াখালী প্রতিনিধি ঢাকা জেলার সদর উপজেলায় শনিবার সকালে এক সংবাদ সম্মেলনে বলা হয় যে স্থানীয় প্রশাসন বিষয়টি তদন্ত করে দেখছে এবং দোষীদের বিরুদ্ধে আইনানুগ ব্যবস্থা নেওয়া হবে বলে জানানো হয়েছে এলাকাবাসী জানান দীর্ঘদিন ধরে এই সমস্যা চলে আসছে কিন্তু কেউ কোনো পদক্ষেপ নেয়নি পুলিশ জানায় ঘটনার পর থেকে অভিযুক্তরা পলাতক রয়েছে তাদের গ্রেফতারে অভিযান চলছে স্থানীয় সংসদ সদস্য ঘটনাস্থল পরিদর্শন করেছেন এবং ক্ষতিগ্রস্ত পরিবারকে সহায়তার আশ্বাস দিয়েছেন জেলা প্রশাসক জানান এ বিষয়ে একটি তদন্ত কমিটি গঠন করা হয়েছে কমিটিকে সাত কার্যদিবসের মধ্যে প্রতিবেদন জমা দিতে বলা হয়েছে পটুয়াখালী প্রতিনিধি ঢাকা জেলার সদর উপজেলায় শনিবার সকালে এক সংবাদ সম্মেলনে বলা হয় যে স্থানীয় প্রশাসন বিষয়টি তদন্ত করে দেখছে এবং দোষীদের বিরুদ্ধে আইনানুগ ব্যবস্থা নেওয়া হবে বলে জানানো হয়েছে এলাকাবাসী জানান দীর্ঘদিন ধরে এই সমস্যা চলে আসছে কিন্তু কেউ কোনো পদক্ষেপ নেয়নি পুলিশ জানায় ঘটনার পর থেকে অভিযুক্তরা পলাতক রয়েছে তাদের গ্রেফতারে অভিযান চলছে স্থানীয় সংসদ সদস্য ঘটনাস্থল পরিদর্শন করেছেন এবং ক্ষতিগ্রস্ত পরিবারকে সহায়তার আশ্বাস দিয়েছেন জেলা প্রশাসক জানান এ বিষয়ে একটি তদন্ত কমিটি গঠন করা হয়েছে কমিটিকে সাত কার্যদিবসের মধ্যে প্রতিবেদন জমা দিতে বলা হয়েছে (557, 453, 643, 653)
column-divider (194, 47, 195, 607)
column-divider (99, 47, 100, 977)
section-divider (198, 609, 286, 610)
ref-number: বি-১৭০২৫/২৪ (260, 863, 282, 868)
headline-8: বজ্রপাতে মারা গেলেন (202, 420, 282, 431)
classified-ads-right: পটুয়াখালী প্রতিনিধি ঢাকা জেলার সদর উপজেলায় শনিবার সকালে এক সংবাদ সম্মেলনে বলা হয় যে স্থানীয় প্রশাসন বিষয়টি তদন্ত করে দেখছে এবং দোষীদের বিরুদ্ধে আইনানুগ ব্যবস্থা নেওয়া হবে বলে জানানো হয়েছে এলাকাবাসী জানান দীর্ঘদিন ধরে এই সমস্যা চলে আসছে কিন্তু কেউ কোনো পদক্ষেপ নেয়নি পুলিশ জানায় ঘটনার পর থেকে অভিযুক্তরা পলাতক রয়েছে তাদের গ্রেফতারে অভিযান চলছে স্থানীয় সংসদ সদস্য ঘটনাস্থল পরিদর্শন করেছেন এবং ক্ষতিগ্রস্ত পরিবারকে সহায়তার আশ্বাস দিয়েছেন জেলা প্রশাসক জানান এ বিষয়ে একটি তদন্ত কমিটি গঠন করা হয়েছে কমিটিকে সাত কার্যদিবসের মধ্যে প্রতিবেদন জমা দিতে বলা হয়েছে পটুয়াখালী প্রতিনিধি ঢাকা জেলার সদর উপজেলায় শনিবার সকালে এক সংবাদ সম্মেলনে বলা হয় যে স্থানীয় প্রশাসন বিষয়টি তদন্ত করে দেখছে এবং দোষীদের বিরুদ্ধে আইনানুগ ব্যবস্থা নেওয়া হবে বলে জানানো হয়েছে এলাকাবাসী জানান দীর্ঘদিন ধরে এই সমস্যা চলে আসছে কিন্তু কেউ কোনো পদক্ষেপ নেয়নি পুলিশ জানায় ঘটনার পর থেকে অভিযুক্তরা পলাতক রয়েছে তাদের গ্রেফতারে অভিযান চলছে স্থানীয় সংসদ সদস্য ঘটনাস্থল পরিদর্শন করেছেন এবং ক্ষতিগ্রস্ত পরিবারকে সহায়তার আশ্বাস দিয়েছেন জেলা প্রশাসক জানান এ বিষয়ে একটি তদন্ত কমিটি গঠন করা হয়েছে কমিটিকে সাত কার্যদিবসের মধ্যে প্রতিবেদন জমা দিতে বলা হয়েছে (196, 870, 282, 971)
headline-3: দুই ভাইকে পিটিয়ে (341, 49, 417, 61)
lead-story (293, 47, 465, 317)
